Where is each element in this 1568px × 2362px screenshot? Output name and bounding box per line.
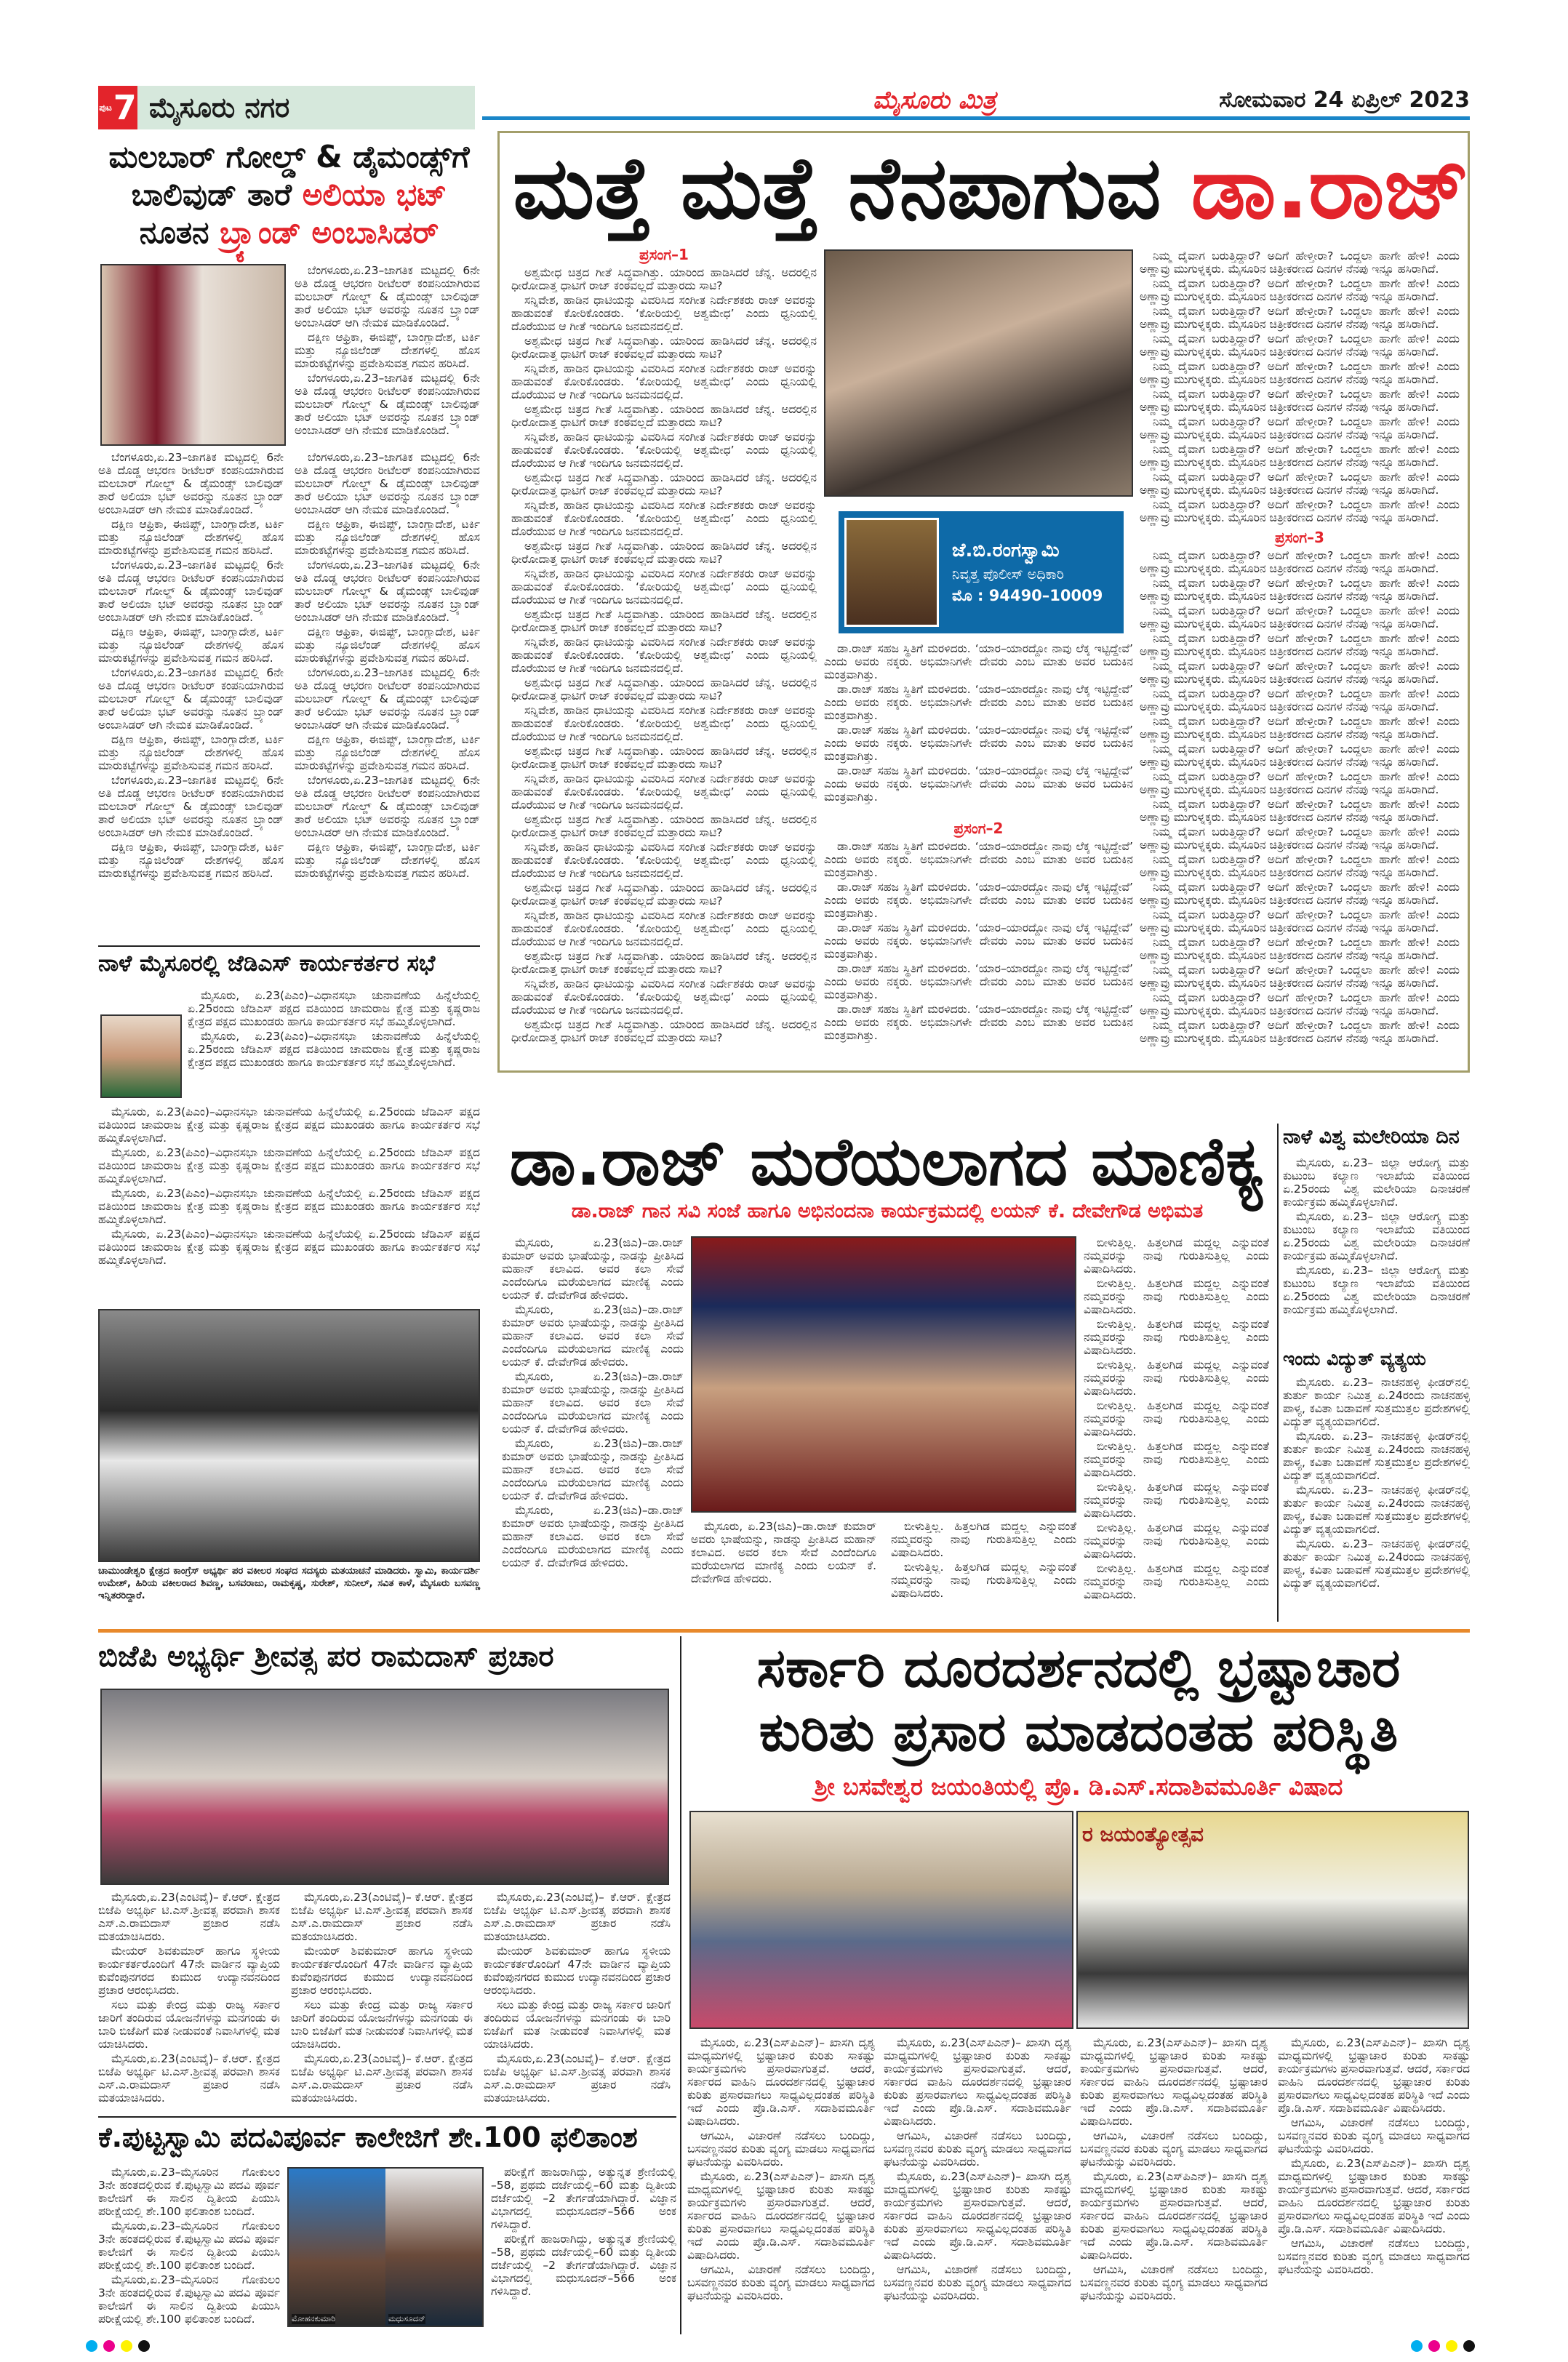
manikya-body-c	[891, 1520, 1076, 1618]
paragraph: ಮೇಯರ್ ಶಿವಕುಮಾರ್ ಹಾಗೂ ಸ್ಥಳೀಯ ಕಾರ್ಯಕರ್ತರೊಂದಿಗೆ 47ನೇ ವಾರ್ಡಿನ ವ್ಯಾಪ್ತಿಯ ಕುವೆಂಪುನಗರದ ಕುಮುದ ಉದ್ಯಾನವನದಿಂದ ಪ್ರಚಾರ ಆರಂಭಿಸಿದರು.	[484, 1945, 671, 1997]
paragraph: ಬೀಳುತ್ತಿಲ್ಲ. ಹಿತ್ತಲಗಿಡ ಮದ್ದಲ್ಲ ಎನ್ನುವಂತೆ ನಮ್ಮವರನ್ನು ನಾವು ಗುರುತಿಸುತ್ತಿಲ್ಲ ಎಂದು ವಿಷಾದಿಸಿದರು.	[1084, 1277, 1269, 1316]
issue-date: ಸೋಮವಾರ 24 ಏಪ್ರಿಲ್ 2023	[1219, 87, 1470, 113]
paragraph: ಮೇಯರ್ ಶಿವಕುಮಾರ್ ಹಾಗೂ ಸ್ಥಳೀಯ ಕಾರ್ಯಕರ್ತರೊಂದಿಗೆ 47ನೇ ವಾರ್ಡಿನ ವ್ಯಾಪ್ತಿಯ ಕುವೆಂಪುನಗರದ ಕುಮುದ ಉದ್ಯಾನವನದಿಂದ ಪ್ರಚಾರ ಆರಂಭಿಸಿದರು.	[291, 1945, 473, 1997]
page-number: 7	[113, 88, 137, 127]
paragraph: ಡಾ.ರಾಜ್ ಸಹಜ ಸ್ಥಿತಿಗೆ ಮರಳಿದರು. ‘ಯಾರ–ಯಾರದ್ದೋ ನಾವು ಲೆಕ್ಕ ಇಟ್ಟಿದ್ದೇವೆ’ ಎಂದು ಅವರು ನಕ್ಕರು. ಅಭಿಮಾನಿಗಳೇ ದೇವರು ಎಂಬ ಮಾತು ಅವರ ಬದುಕಿನ ಮಂತ್ರವಾಗಿತ್ತು.	[824, 881, 1133, 920]
paragraph: ಬೆಂಗಳೂರು,ಏ.23–ಜಾಗತಿಕ ಮಟ್ಟದಲ್ಲಿ 6ನೇ ಅತಿ ದೊಡ್ಡ ಆಭರಣ ರೀಟೆಲರ್ ಕಂಪನಿಯಾಗಿರುವ ಮಲಬಾರ್ ಗೋಲ್ಡ್ & ಡೈಮಂಡ್ಸ್ ಬಾಲಿವುಡ್ ತಾರೆ ಅಲಿಯಾ ಭಟ್ ಅವರನ್ನು ನೂತನ ಬ್ರ್ಯಾಂಡ್ ಅಂಬಾಸಿಡರ್ ಆಗಿ ನೇಮಕ ಮಾಡಿಕೊಂಡಿದೆ.	[295, 774, 480, 839]
manikya-headline: ಡಾ.ರಾಜ್ ಮರೆಯಲಾಗದ ಮಾಣಿಕ್ಯ	[509, 1123, 1265, 1201]
paragraph: ಬೆಂಗಳೂರು,ಏ.23–ಜಾಗತಿಕ ಮಟ್ಟದಲ್ಲಿ 6ನೇ ಅತಿ ದೊಡ್ಡ ಆಭರಣ ರೀಟೆಲರ್ ಕಂಪನಿಯಾಗಿರುವ ಮಲಬಾರ್ ಗೋಲ್ಡ್ & ಡೈಮಂಡ್ಸ್ ಬಾಲಿವುಡ್ ತಾರೆ ಅಲಿಯಾ ಭಟ್ ಅವರನ್ನು ನೂತನ ಬ್ರ್ಯಾಂಡ್ ಅಂಬಾಸಿಡರ್ ಆಗಿ ನೇಮಕ ಮಾಡಿಕೊಂಡಿದೆ.	[295, 372, 480, 437]
paragraph: ಡಾ.ರಾಜ್ ಸಹಜ ಸ್ಥಿತಿಗೆ ಮರಳಿದರು. ‘ಯಾರ–ಯಾರದ್ದೋ ನಾವು ಲೆಕ್ಕ ಇಟ್ಟಿದ್ದೇವೆ’ ಎಂದು ಅವರು ನಕ್ಕರು. ಅಭಿಮಾನಿಗಳೇ ದೇವರು ಎಂಬ ಮಾತು ಅವರ ಬದುಕಿನ ಮಂತ್ರವಾಗಿತ್ತು.	[824, 642, 1133, 681]
lead-column-1	[511, 266, 817, 1062]
paragraph: ದಕ್ಷಿಣ ಆಫ್ರಿಕಾ, ಈಜಿಪ್ಟ್, ಬಾಂಗ್ಲಾದೇಶ, ಟರ್ಕಿ ಮತ್ತು ನ್ಯೂಜಿಲೆಂಡ್ ದೇಶಗಳಲ್ಲಿ ಹೊಸ ಮಾರುಕಟ್ಟೆಗಳನ್ನು ಪ್ರವೇಶಿಸುವತ್ತ ಗಮನ ಹರಿಸಿದೆ.	[98, 841, 284, 880]
paragraph: ನಿಮ್ಮ ದೈವಾಗ ಬರುತ್ತಿದ್ದಾರೆ? ಅದಿಗೆ ಹೇಳ್ತೀರಾ? ಒಂದ್ದಲಾ ಹಾಗೇ ಹೇಳಿ! ಎಂದು ಅಣ್ಣಾವ್ರು ಮುಗುಳ್ನಕ್ಕರು. ಮೈಸೂರಿನ ಚಿತ್ರೀಕರಣದ ದಿನಗಳ ನೆನಪು ಇನ್ನೂ ಹಸಿರಾಗಿದೆ.	[1140, 632, 1460, 658]
bjp-headline: ಬಿಜೆಪಿ ಅಭ್ಯರ್ಥಿ ಶ್ರೀವತ್ಸ ಪರ ರಾಮದಾಸ್ ಪ್ರಚಾರ	[98, 1640, 554, 1673]
jds-headline: ನಾಳೆ ಮೈಸೂರಲ್ಲಿ ಜೆಡಿಎಸ್ ಕಾರ್ಯಕರ್ತರ ಸಭೆ	[98, 950, 436, 977]
paragraph: ಪರೀಕ್ಷೆಗೆ ಹಾಜರಾಗಿದ್ದು, ಅತ್ಯುನ್ನತ ಶ್ರೇಣಿಯಲ್ಲಿ –58, ಪ್ರಥಮ ದರ್ಜೆಯಲ್ಲಿ–60 ಮತ್ತು ದ್ವಿತೀಯ ದರ್ಜೆಯಲ್ಲಿ –2 ತೇರ್ಗಡೆಯಾಗಿದ್ದಾರೆ. ವಿಜ್ಞಾನ ವಿಭಾಗದಲ್ಲಿ ಮಧುಸೂದನ್–566 ಅಂಕ ಗಳಿಸಿದ್ದಾರೆ.	[491, 2233, 676, 2298]
paragraph: ಆಗಮಿಸಿ, ವಿಚಾರಣೆ ನಡೆಸಲು ಬಂದಿದ್ದು, ಬಸವಣ್ಣನವರ ಕುರಿತು ವ್ಯಂಗ್ಯ ಮಾಡಲು ಸಾಧ್ಯವಾಗದ ಘಟನೆಯನ್ನು ವಿವರಿಸಿದರು.	[884, 2263, 1071, 2302]
paragraph: ಡಾ.ರಾಜ್ ಸಹಜ ಸ್ಥಿತಿಗೆ ಮರಳಿದರು. ‘ಯಾರ–ಯಾರದ್ದೋ ನಾವು ಲೆಕ್ಕ ಇಟ್ಟಿದ್ದೇವೆ’ ಎಂದು ಅವರು ನಕ್ಕರು. ಅಭಿಮಾನಿಗಳೇ ದೇವರು ಎಂಬ ಮಾತು ಅವರ ಬದುಕಿನ ಮಂತ್ರವಾಗಿತ್ತು.	[824, 921, 1133, 961]
jds-body-b	[98, 1105, 480, 1302]
paragraph: ಮೈಸೂರು, ಏ.23(ಎಸ್‌ಪಿಎನ್)– ಖಾಸಗಿ ದೃಶ್ಯ ಮಾಧ್ಯಮಗಳಲ್ಲಿ ಭ್ರಷ್ಟಾಚಾರ ಕುರಿತು ಸಾಕಷ್ಟು ಕಾರ್ಯಕ್ರಮಗಳು ಪ್ರಸಾರವಾಗುತ್ತವೆ. ಆದರೆ, ಸರ್ಕಾರದ ವಾಹಿನಿ ದೂರದರ್ಶನದಲ್ಲಿ ಭ್ರಷ್ಟಾಚಾರ ಕುರಿತು ಪ್ರಸಾರವಾಗಲು ಸಾಧ್ಯವಿಲ್ಲದಂತಹ ಪರಿಸ್ಥಿತಿ ಇದೆ ಎಂದು ಪ್ರೊ.ಡಿ.ಎಸ್. ಸದಾಶಿವಮೂರ್ತಿ ವಿಷಾದಿಸಿದರು.	[1278, 2036, 1470, 2115]
lead-column-2b	[824, 840, 1133, 1058]
paragraph: ಮೈಸೂರು, ಏ.23– ಜಿಲ್ಲಾ ಆರೋಗ್ಯ ಮತ್ತು ಕುಟುಂಬ ಕಲ್ಯಾಣ ಇಲಾಖೆಯ ವತಿಯಿಂದ ಏ.25ರಂದು ವಿಶ್ವ ಮಲೇರಿಯಾ ದಿನಾಚರಣೆ ಕಾರ್ಯಕ್ರಮ ಹಮ್ಮಿಕೊಳ್ಳಲಾಗಿದೆ.	[1283, 1264, 1470, 1316]
paragraph: ಆಗಮಿಸಿ, ವಿಚಾರಣೆ ನಡೆಸಲು ಬಂದಿದ್ದು, ಬಸವಣ್ಣನವರ ಕುರಿತು ವ್ಯಂಗ್ಯ ಮಾಡಲು ಸಾಧ್ಯವಾಗದ ಘಟನೆಯನ್ನು ವಿವರಿಸಿದರು.	[1278, 2116, 1470, 2155]
paragraph: ನಿಮ್ಮ ದೈವಾಗ ಬರುತ್ತಿದ್ದಾರೆ? ಅದಿಗೆ ಹೇಳ್ತೀರಾ? ಒಂದ್ದಲಾ ಹಾಗೇ ಹೇಳಿ! ಎಂದು ಅಣ್ಣಾವ್ರು ಮುಗುಳ್ನಕ್ಕರು. ಮೈಸೂರಿನ ಚಿತ್ರೀಕರಣದ ದಿನಗಳ ನೆನಪು ಇನ್ನೂ ಹಸಿರಾಗಿದೆ.	[1140, 498, 1460, 524]
paragraph: ಬೀಳುತ್ತಿಲ್ಲ. ಹಿತ್ತಲಗಿಡ ಮದ್ದಲ್ಲ ಎನ್ನುವಂತೆ ನಮ್ಮವರನ್ನು ನಾವು ಗುರುತಿಸುತ್ತಿಲ್ಲ ಎಂದು ವಿಷಾದಿಸಿದರು.	[891, 1520, 1076, 1559]
paragraph: ಸನ್ನಿವೇಶ, ಹಾಡಿನ ಧಾಟಿಯನ್ನು ವಿವರಿಸಿದ ಸಂಗೀತ ನಿರ್ದೇಶಕರು ರಾಜ್ ಅವರನ್ನು ಹಾಡುವಂತೆ ಕೋರಿಕೊಂಡರು. ‘ಕೋರಿಯಲ್ಲಿ ಅಶ್ವಮೇಧ’ ಎಂದು ಧ್ವನಿಯಲ್ಲಿ ದೊರೆಯುವ ಆ ಗೀತೆ ಇಂದಿಗೂ ಜನಮನದಲ್ಲಿದೆ.	[511, 499, 817, 538]
lead-headline-black: ಮತ್ತೆ ಮತ್ತೆ ನೆನಪಾಗುವ	[513, 137, 1161, 238]
malabar-headline-role: ಬ್ರ್ಯಾಂಡ್ ಅಂಬಾಸಿಡರ್	[220, 215, 439, 250]
paragraph: ಮೈಸೂರು,ಏ.23–ಮೈಸೂರಿನ ಗೋಕುಲಂ 3ನೇ ಹಂತದಲ್ಲಿರುವ ಕೆ.ಪುಟ್ಟಸ್ವಾಮಿ ಪದವಿ ಪೂರ್ವ ಕಾಲೇಜಿಗೆ ಈ ಸಾಲಿನ ದ್ವಿತೀಯ ಪಿಯುಸಿ ಪರೀಕ್ಷೆಯಲ್ಲಿ ಶೇ.100 ಫಲಿತಾಂಶ ಬಂದಿದೆ.	[98, 2219, 280, 2272]
paragraph: ಬೀಳುತ್ತಿಲ್ಲ. ಹಿತ್ತಲಗಿಡ ಮದ್ದಲ್ಲ ಎನ್ನುವಂತೆ ನಮ್ಮವರನ್ನು ನಾವು ಗುರುತಿಸುತ್ತಿಲ್ಲ ಎಂದು ವಿಷಾದಿಸಿದರು.	[1084, 1236, 1269, 1276]
paragraph: ಮೈಸೂರು,ಏ.23–ಮೈಸೂರಿನ ಗೋಕುಲಂ 3ನೇ ಹಂತದಲ್ಲಿರುವ ಕೆ.ಪುಟ್ಟಸ್ವಾಮಿ ಪದವಿ ಪೂರ್ವ ಕಾಲೇಜಿಗೆ ಈ ಸಾಲಿನ ದ್ವಿತೀಯ ಪಿಯುಸಿ ಪರೀಕ್ಷೆಯಲ್ಲಿ ಶೇ.100 ಫಲಿತಾಂಶ ಬಂದಿದೆ.	[98, 2273, 280, 2326]
paragraph: ನಿಮ್ಮ ದೈವಾಗ ಬರುತ್ತಿದ್ದಾರೆ? ಅದಿಗೆ ಹೇಳ್ತೀರಾ? ಒಂದ್ದಲಾ ಹಾಗೇ ಹೇಳಿ! ಎಂದು ಅಣ್ಣಾವ್ರು ಮುಗುಳ್ನಕ್ಕರು. ಮೈಸೂರಿನ ಚಿತ್ರೀಕರಣದ ದಿನಗಳ ನೆನಪು ಇನ್ನೂ ಹಸಿರಾಗಿದೆ.	[1140, 577, 1460, 603]
lead-column-2a	[824, 642, 1133, 817]
paragraph: ಅಶ್ವಮೇಧ ಚಿತ್ರದ ಗೀತೆ ಸಿದ್ಧವಾಗಿತ್ತು. ಯಾರಿಂದ ಹಾಡಿಸಿದರೆ ಚೆನ್ನ. ಅದರಲ್ಲಿನ ಧೀರೋದಾತ್ತ ಧಾಟಿಗೆ ರಾಜ್ ಕಂಠವಲ್ಲದೆ ಮತ್ತಾರದು ಸಾಟಿ?	[511, 881, 817, 908]
paragraph: ಸಲು ಮತ್ತು ಕೇಂದ್ರ ಮತ್ತು ರಾಜ್ಯ ಸರ್ಕಾರ ಜಾರಿಗೆ ತಂದಿರುವ ಯೋಜನೆಗಳನ್ನು ಮನಗಂಡು ಈ ಬಾರಿ ಬಿಜೆಪಿಗೆ ಮತ ನೀಡುವಂತೆ ನಿವಾಸಿಗಳಲ್ಲಿ ಮತ ಯಾಚಿಸಿದರು.	[484, 1998, 671, 2051]
paragraph: ಮೈಸೂರು, ಏ.23(ಪಿಎಂ)–ವಿಧಾನಸಭಾ ಚುನಾವಣೆಯ ಹಿನ್ನೆಲೆಯಲ್ಲಿ ಏ.25ರಂದು ಜೆಡಿಎಸ್ ಪಕ್ಷದ ವತಿಯಿಂದ ಚಾಮರಾಜ ಕ್ಷೇತ್ರ ಮತ್ತು ಕೃಷ್ಣರಾಜ ಕ್ಷೇತ್ರದ ಪಕ್ಷದ ಮುಖಂಡರು ಹಾಗೂ ಕಾರ್ಯಕರ್ತರ ಸಭೆ ಹಮ್ಮಿಕೊಳ್ಳಲಾಗಿದೆ.	[98, 1105, 480, 1145]
paragraph: ನಿಮ್ಮ ದೈವಾಗ ಬರುತ್ತಿದ್ದಾರೆ? ಅದಿಗೆ ಹೇಳ್ತೀರಾ? ಒಂದ್ದಲಾ ಹಾಗೇ ಹೇಳಿ! ಎಂದು ಅಣ್ಣಾವ್ರು ಮುಗುಳ್ನಕ್ಕರು. ಮೈಸೂರಿನ ಚಿತ್ರೀಕರಣದ ದಿನಗಳ ನೆನಪು ಇನ್ನೂ ಹಸಿರಾಗಿದೆ.	[1140, 443, 1460, 469]
jds-leader-photo	[100, 1014, 182, 1098]
manikya-subhead: ಡಾ.ರಾಜ್ ಗಾನ ಸವಿ ಸಂಜೆ ಹಾಗೂ ಅಭಿನಂದನಾ ಕಾರ್ಯಕ್ರಮದಲ್ಲಿ ಲಯನ್ ಕೆ. ದೇವೇಗೌಡ ಅಭಿಮತ	[571, 1200, 1204, 1222]
paragraph: ನಿಮ್ಮ ದೈವಾಗ ಬರುತ್ತಿದ್ದಾರೆ? ಅದಿಗೆ ಹೇಳ್ತೀರಾ? ಒಂದ್ದಲಾ ಹಾಗೇ ಹೇಳಿ! ಎಂದು ಅಣ್ಣಾವ್ರು ಮುಗುಳ್ನಕ್ಕರು. ಮೈಸೂರಿನ ಚಿತ್ರೀಕರಣದ ದಿನಗಳ ನೆನಪು ಇನ್ನೂ ಹಸಿರಾಗಿದೆ.	[1140, 415, 1460, 441]
paragraph: ಮೈಸೂರು, ಏ.23(ಎಸ್‌ಪಿಎನ್)– ಖಾಸಗಿ ದೃಶ್ಯ ಮಾಧ್ಯಮಗಳಲ್ಲಿ ಭ್ರಷ್ಟಾಚಾರ ಕುರಿತು ಸಾಕಷ್ಟು ಕಾರ್ಯಕ್ರಮಗಳು ಪ್ರಸಾರವಾಗುತ್ತವೆ. ಆದರೆ, ಸರ್ಕಾರದ ವಾಹಿನಿ ದೂರದರ್ಶನದಲ್ಲಿ ಭ್ರಷ್ಟಾಚಾರ ಕುರಿತು ಪ್ರಸಾರವಾಗಲು ಸಾಧ್ಯವಿಲ್ಲದಂತಹ ಪರಿಸ್ಥಿತಿ ಇದೆ ಎಂದು ಪ್ರೊ.ಡಿ.ಎಸ್. ಸದಾಶಿವಮೂರ್ತಿ ವಿಷಾದಿಸಿದರು.	[687, 2036, 875, 2128]
paragraph: ಸನ್ನಿವೇಶ, ಹಾಡಿನ ಧಾಟಿಯನ್ನು ವಿವರಿಸಿದ ಸಂಗೀತ ನಿರ್ದೇಶಕರು ರಾಜ್ ಅವರನ್ನು ಹಾಡುವಂತೆ ಕೋರಿಕೊಂಡರು. ‘ಕೋರಿಯಲ್ಲಿ ಅಶ್ವಮೇಧ’ ಎಂದು ಧ್ವನಿಯಲ್ಲಿ ದೊರೆಯುವ ಆ ಗೀತೆ ಇಂದಿಗೂ ಜನಮನದಲ್ಲಿದೆ.	[511, 567, 817, 606]
paragraph: ಮೈಸೂರು, ಏ.23(ಜಿಎ)–ಡಾ.ರಾಜ್ ಕುಮಾರ್ ಅವರು ಭಾಷೆಯನ್ನು, ನಾಡನ್ನು ಪ್ರೀತಿಸಿದ ಮಹಾನ್ ಕಲಾವಿದ. ಅವರ ಕಲಾ ಸೇವೆ ಎಂದೆಂದಿಗೂ ಮರೆಯಲಾಗದ ಮಾಣಿಕ್ಯ ಎಂದು ಲಯನ್ ಕೆ. ದೇವೇಗೌಡ ಹೇಳಿದರು.	[502, 1437, 684, 1502]
rajkumar-photo	[824, 249, 1133, 497]
paragraph: ದಕ್ಷಿಣ ಆಫ್ರಿಕಾ, ಈಜಿಪ್ಟ್, ಬಾಂಗ್ಲಾದೇಶ, ಟರ್ಕಿ ಮತ್ತು ನ್ಯೂಜಿಲೆಂಡ್ ದೇಶಗಳಲ್ಲಿ ಹೊಸ ಮಾರುಕಟ್ಟೆಗಳನ್ನು ಪ್ರವೇಶಿಸುವತ್ತ ಗಮನ ಹರಿಸಿದೆ.	[295, 625, 480, 665]
lawyers-photo-caption: ಚಾಮುಂಡೇಶ್ವರಿ ಕ್ಷೇತ್ರದ ಕಾಂಗ್ರೆಸ್ ಅಭ್ಯರ್ಥಿ ಪರ ವಕೀಲರ ಸಂಘದ ಸದಸ್ಯರು ಮತಯಾಚನೆ ಮಾಡಿದರು. ಸ್ವಾಮಿ, ಕಾರ್ಯದರ್ಶಿ ಉಮೇಶ್, ಹಿರಿಯ ವಕೀಲರಾದ ಶಿವಣ್ಣ, ಬಸವರಾಜು, ರಾಮಕೃಷ್ಣ, ಸುರೇಶ್, ಸುನೀಲ್, ಸವಿತ ಕಾಳೆ, ಮೈಸೂರು ಬಸವಣ್ಣ ಇನ್ನಿತರರಿದ್ದಾರೆ.	[98, 1566, 480, 1601]
paragraph: ಮೈಸೂರು,ಏ.23(ಎಂಟಿವೈ)– ಕೆ.ಆರ್. ಕ್ಷೇತ್ರದ ಬಿಜೆಪಿ ಅಭ್ಯರ್ಥಿ ಟಿ.ಎಸ್.ಶ್ರೀವತ್ಸ ಪರವಾಗಿ ಶಾಸಕ ಎಸ್.ಎ.ರಾಮದಾಸ್ ಪ್ರಚಾರ ನಡೆಸಿ ಮತಯಾಚಿಸಿದರು.	[291, 2052, 473, 2105]
malabar-body-c	[295, 451, 480, 938]
paragraph: ದಕ್ಷಿಣ ಆಫ್ರಿಕಾ, ಈಜಿಪ್ಟ್, ಬಾಂಗ್ಲಾದೇಶ, ಟರ್ಕಿ ಮತ್ತು ನ್ಯೂಜಿಲೆಂಡ್ ದೇಶಗಳಲ್ಲಿ ಹೊಸ ಮಾರುಕಟ್ಟೆಗಳನ್ನು ಪ್ರವೇಶಿಸುವತ್ತ ಗಮನ ಹರಿಸಿದೆ.	[295, 518, 480, 557]
paragraph: ಮೈಸೂರು, ಏ.23(ಜಿಎ)–ಡಾ.ರಾಜ್ ಕುಮಾರ್ ಅವರು ಭಾಷೆಯನ್ನು, ನಾಡನ್ನು ಪ್ರೀತಿಸಿದ ಮಹಾನ್ ಕಲಾವಿದ. ಅವರ ಕಲಾ ಸೇವೆ ಎಂದೆಂದಿಗೂ ಮರೆಯಲಾಗದ ಮಾಣಿಕ್ಯ ಎಂದು ಲಯನ್ ಕೆ. ದೇವೇಗೌಡ ಹೇಳಿದರು.	[502, 1236, 684, 1302]
paragraph: ಮೈಸೂರು, ಏ.23(ಪಿಎಂ)–ವಿಧಾನಸಭಾ ಚುನಾವಣೆಯ ಹಿನ್ನೆಲೆಯಲ್ಲಿ ಏ.25ರಂದು ಜೆಡಿಎಸ್ ಪಕ್ಷದ ವತಿಯಿಂದ ಚಾಮರಾಜ ಕ್ಷೇತ್ರ ಮತ್ತು ಕೃಷ್ಣರಾಜ ಕ್ಷೇತ್ರದ ಪಕ್ಷದ ಮುಖಂಡರು ಹಾಗೂ ಕಾರ್ಯಕರ್ತರ ಸಭೆ ಹಮ್ಮಿಕೊಳ್ಳಲಾಗಿದೆ.	[188, 989, 480, 1028]
paragraph: ಮೈಸೂರು, ಏ.23(ಪಿಎಂ)–ವಿಧಾನಸಭಾ ಚುನಾವಣೆಯ ಹಿನ್ನೆಲೆಯಲ್ಲಿ ಏ.25ರಂದು ಜೆಡಿಎಸ್ ಪಕ್ಷದ ವತಿಯಿಂದ ಚಾಮರಾಜ ಕ್ಷೇತ್ರ ಮತ್ತು ಕೃಷ್ಣರಾಜ ಕ್ಷೇತ್ರದ ಪಕ್ಷದ ಮುಖಂಡರು ಹಾಗೂ ಕಾರ್ಯಕರ್ತರ ಸಭೆ ಹಮ್ಮಿಕೊಳ್ಳಲಾಗಿದೆ.	[98, 1228, 480, 1267]
student-1-name: ಮೋಹನಕುಮಾರಿ	[292, 2314, 336, 2323]
puttaswamy-headline: ಕೆ.ಪುಟ್ಟಸ್ವಾಮಿ ಪದವಿಪೂರ್ವ ಕಾಲೇಜಿಗೆ ಶೇ.100 ಫಲಿತಾಂಶ	[98, 2121, 638, 2153]
paragraph: ಅಶ್ವಮೇಧ ಚಿತ್ರದ ಗೀತೆ ಸಿದ್ಧವಾಗಿತ್ತು. ಯಾರಿಂದ ಹಾಡಿಸಿದರೆ ಚೆನ್ನ. ಅದರಲ್ಲಿನ ಧೀರೋದಾತ್ತ ಧಾಟಿಗೆ ರಾಜ್ ಕಂಠವಲ್ಲದೆ ಮತ್ತಾರದು ಸಾಟಿ?	[511, 608, 817, 634]
manikya-body-d	[1084, 1236, 1269, 1618]
paragraph: ಮೈಸೂರು, ಏ.23(ಪಿಎಂ)–ವಿಧಾನಸಭಾ ಚುನಾವಣೆಯ ಹಿನ್ನೆಲೆಯಲ್ಲಿ ಏ.25ರಂದು ಜೆಡಿಎಸ್ ಪಕ್ಷದ ವತಿಯಿಂದ ಚಾಮರಾಜ ಕ್ಷೇತ್ರ ಮತ್ತು ಕೃಷ್ಣರಾಜ ಕ್ಷೇತ್ರದ ಪಕ್ಷದ ಮುಖಂಡರು ಹಾಗೂ ಕಾರ್ಯಕರ್ತರ ಸಭೆ ಹಮ್ಮಿಕೊಳ್ಳಲಾಗಿದೆ.	[98, 1146, 480, 1185]
paragraph: ಆಗಮಿಸಿ, ವಿಚಾರಣೆ ನಡೆಸಲು ಬಂದಿದ್ದು, ಬಸವಣ್ಣನವರ ಕುರಿತು ವ್ಯಂಗ್ಯ ಮಾಡಲು ಸಾಧ್ಯವಾಗದ ಘಟನೆಯನ್ನು ವಿವರಿಸಿದರು.	[1278, 2237, 1470, 2276]
paragraph: ಮೈಸೂರು, ಏ.23(ಎಸ್‌ಪಿಎನ್)– ಖಾಸಗಿ ದೃಶ್ಯ ಮಾಧ್ಯಮಗಳಲ್ಲಿ ಭ್ರಷ್ಟಾಚಾರ ಕುರಿತು ಸಾಕಷ್ಟು ಕಾರ್ಯಕ್ರಮಗಳು ಪ್ರಸಾರವಾಗುತ್ತವೆ. ಆದರೆ, ಸರ್ಕಾರದ ವಾಹಿನಿ ದೂರದರ್ಶನದಲ್ಲಿ ಭ್ರಷ್ಟಾಚಾರ ಕುರಿತು ಪ್ರಸಾರವಾಗಲು ಸಾಧ್ಯವಿಲ್ಲದಂತಹ ಪರಿಸ್ಥಿತಿ ಇದೆ ಎಂದು ಪ್ರೊ.ಡಿ.ಎಸ್. ಸದಾಶಿವಮೂರ್ತಿ ವಿಷಾದಿಸಿದರು.	[1080, 2170, 1268, 2262]
divider	[98, 945, 480, 947]
paragraph: ಬೀಳುತ್ತಿಲ್ಲ. ಹಿತ್ತಲಗಿಡ ಮದ್ದಲ್ಲ ಎನ್ನುವಂತೆ ನಮ್ಮವರನ್ನು ನಾವು ಗುರುತಿಸುತ್ತಿಲ್ಲ ಎಂದು ವಿಷಾದಿಸಿದರು.	[1084, 1521, 1269, 1561]
paragraph: ಸನ್ನಿವೇಶ, ಹಾಡಿನ ಧಾಟಿಯನ್ನು ವಿವರಿಸಿದ ಸಂಗೀತ ನಿರ್ದೇಶಕರು ರಾಜ್ ಅವರನ್ನು ಹಾಡುವಂತೆ ಕೋರಿಕೊಂಡರು. ‘ಕೋರಿಯಲ್ಲಿ ಅಶ್ವಮೇಧ’ ಎಂದು ಧ್ವನಿಯಲ್ಲಿ ದೊರೆಯುವ ಆ ಗೀತೆ ಇಂದಿಗೂ ಜನಮನದಲ್ಲಿದೆ.	[511, 636, 817, 675]
doordarshan-body-a	[687, 2036, 875, 2331]
paragraph: ನಿಮ್ಮ ದೈವಾಗ ಬರುತ್ತಿದ್ದಾರೆ? ಅದಿಗೆ ಹೇಳ್ತೀರಾ? ಒಂದ್ದಲಾ ಹಾಗೇ ಹೇಳಿ! ಎಂದು ಅಣ್ಣಾವ್ರು ಮುಗುಳ್ನಕ್ಕರು. ಮೈಸೂರಿನ ಚಿತ್ರೀಕರಣದ ದಿನಗಳ ನೆನಪು ಇನ್ನೂ ಹಸಿರಾಗಿದೆ.	[1140, 332, 1460, 359]
section-title: ಮೈಸೂರು ನಗರ	[149, 91, 290, 124]
paragraph: ಸನ್ನಿವೇಶ, ಹಾಡಿನ ಧಾಟಿಯನ್ನು ವಿವರಿಸಿದ ಸಂಗೀತ ನಿರ್ದೇಶಕರು ರಾಜ್ ಅವರನ್ನು ಹಾಡುವಂತೆ ಕೋರಿಕೊಂಡರು. ‘ಕೋರಿಯಲ್ಲಿ ಅಶ್ವಮೇಧ’ ಎಂದು ಧ್ವನಿಯಲ್ಲಿ ದೊರೆಯುವ ಆ ಗೀತೆ ಇಂದಿಗೂ ಜನಮನದಲ್ಲಿದೆ.	[511, 772, 817, 812]
paragraph: ನಿಮ್ಮ ದೈವಾಗ ಬರುತ್ತಿದ್ದಾರೆ? ಅದಿಗೆ ಹೇಳ್ತೀರಾ? ಒಂದ್ದಲಾ ಹಾಗೇ ಹೇಳಿ! ಎಂದು ಅಣ್ಣಾವ್ರು ಮುಗುಳ್ನಕ್ಕರು. ಮೈಸೂರಿನ ಚಿತ್ರೀಕರಣದ ದಿನಗಳ ನೆನಪು ಇನ್ನೂ ಹಸಿರಾಗಿದೆ.	[1140, 249, 1460, 276]
alia-bhatt-photo	[100, 264, 286, 446]
registration-marks-right	[1411, 2340, 1481, 2355]
lawyers-group-photo	[98, 1309, 480, 1562]
paragraph: ಬೀಳುತ್ತಿಲ್ಲ. ಹಿತ್ತಲಗಿಡ ಮದ್ದಲ್ಲ ಎನ್ನುವಂತೆ ನಮ್ಮವರನ್ನು ನಾವು ಗುರುತಿಸುತ್ತಿಲ್ಲ ಎಂದು ವಿಷಾದಿಸಿದರು.	[1084, 1440, 1269, 1479]
paragraph: ಮೈಸೂರು, ಏ.23(ಜಿಎ)–ಡಾ.ರಾಜ್ ಕುಮಾರ್ ಅವರು ಭಾಷೆಯನ್ನು, ನಾಡನ್ನು ಪ್ರೀತಿಸಿದ ಮಹಾನ್ ಕಲಾವಿದ. ಅವರ ಕಲಾ ಸೇವೆ ಎಂದೆಂದಿಗೂ ಮರೆಯಲಾಗದ ಮಾಣಿಕ್ಯ ಎಂದು ಲಯನ್ ಕೆ. ದೇವೇಗೌಡ ಹೇಳಿದರು.	[502, 1370, 684, 1436]
paragraph: ಮೈಸೂರು, ಏ.23(ಎಸ್‌ಪಿಎನ್)– ಖಾಸಗಿ ದೃಶ್ಯ ಮಾಧ್ಯಮಗಳಲ್ಲಿ ಭ್ರಷ್ಟಾಚಾರ ಕುರಿತು ಸಾಕಷ್ಟು ಕಾರ್ಯಕ್ರಮಗಳು ಪ್ರಸಾರವಾಗುತ್ತವೆ. ಆದರೆ, ಸರ್ಕಾರದ ವಾಹಿನಿ ದೂರದರ್ಶನದಲ್ಲಿ ಭ್ರಷ್ಟಾಚಾರ ಕುರಿತು ಪ್ರಸಾರವಾಗಲು ಸಾಧ್ಯವಿಲ್ಲದಂತಹ ಪರಿಸ್ಥಿತಿ ಇದೆ ಎಂದು ಪ್ರೊ.ಡಿ.ಎಸ್. ಸದಾಶಿವಮೂರ್ತಿ ವಿಷಾದಿಸಿದರು.	[884, 2170, 1071, 2262]
malaria-body	[1283, 1156, 1470, 1342]
author-name: ಜೆ.ಬಿ.ರಂಗಸ್ವಾಮಿ	[952, 540, 1060, 561]
lead-story	[497, 131, 1470, 1073]
paragraph: ಡಾ.ರಾಜ್ ಸಹಜ ಸ್ಥಿತಿಗೆ ಮರಳಿದರು. ‘ಯಾರ–ಯಾರದ್ದೋ ನಾವು ಲೆಕ್ಕ ಇಟ್ಟಿದ್ದೇವೆ’ ಎಂದು ಅವರು ನಕ್ಕರು. ಅಭಿಮಾನಿಗಳೇ ದೇವರು ಎಂಬ ಮಾತು ಅವರ ಬದುಕಿನ ಮಂತ್ರವಾಗಿತ್ತು.	[824, 724, 1133, 763]
paragraph: ಅಶ್ವಮೇಧ ಚಿತ್ರದ ಗೀತೆ ಸಿದ್ಧವಾಗಿತ್ತು. ಯಾರಿಂದ ಹಾಡಿಸಿದರೆ ಚೆನ್ನ. ಅದರಲ್ಲಿನ ಧೀರೋದಾತ್ತ ಧಾಟಿಗೆ ರಾಜ್ ಕಂಠವಲ್ಲದೆ ಮತ್ತಾರದು ಸಾಟಿ?	[511, 266, 817, 292]
power-cut-headline: ಇಂದು ವಿದ್ಯುತ್ ವ್ಯತ್ಯಯ	[1283, 1348, 1426, 1369]
paragraph: ಅಶ್ವಮೇಧ ಚಿತ್ರದ ಗೀತೆ ಸಿದ್ಧವಾಗಿತ್ತು. ಯಾರಿಂದ ಹಾಡಿಸಿದರೆ ಚೆನ್ನ. ಅದರಲ್ಲಿನ ಧೀರೋದಾತ್ತ ಧಾಟಿಗೆ ರಾಜ್ ಕಂಠವಲ್ಲದೆ ಮತ್ತಾರದು ಸಾಟಿ?	[511, 950, 817, 976]
paragraph: ನಿಮ್ಮ ದೈವಾಗ ಬರುತ್ತಿದ್ದಾರೆ? ಅದಿಗೆ ಹೇಳ್ತೀರಾ? ಒಂದ್ದಲಾ ಹಾಗೇ ಹೇಳಿ! ಎಂದು ಅಣ್ಣಾವ್ರು ಮುಗುಳ್ನಕ್ಕರು. ಮೈಸೂರಿನ ಚಿತ್ರೀಕರಣದ ದಿನಗಳ ನೆನಪು ಇನ್ನೂ ಹಸಿರಾಗಿದೆ.	[1140, 991, 1460, 1017]
event-banner: ರ ಜಯಂತ್ಯೋತ್ಸವ	[1082, 1822, 1204, 1846]
students-photos	[287, 2167, 484, 2327]
malabar-headline-line-1: ಮಲಬಾರ್ ಗೋಲ್ಡ್ & ಡೈಮಂಡ್ಸ್‌ಗೆ	[108, 139, 470, 175]
doordarshan-headline	[687, 1636, 1470, 1764]
paragraph: ಮೈಸೂರು,ಏ.23–ಮೈಸೂರಿನ ಗೋಕುಲಂ 3ನೇ ಹಂತದಲ್ಲಿರುವ ಕೆ.ಪುಟ್ಟಸ್ವಾಮಿ ಪದವಿ ಪೂರ್ವ ಕಾಲೇಜಿಗೆ ಈ ಸಾಲಿನ ದ್ವಿತೀಯ ಪಿಯುಸಿ ಪರೀಕ್ಷೆಯಲ್ಲಿ ಶೇ.100 ಫಲಿತಾಂಶ ಬಂದಿದೆ.	[98, 2166, 280, 2218]
paragraph: ಮೈಸೂರು, ಏ.23– ಜಿಲ್ಲಾ ಆರೋಗ್ಯ ಮತ್ತು ಕುಟುಂಬ ಕಲ್ಯಾಣ ಇಲಾಖೆಯ ವತಿಯಿಂದ ಏ.25ರಂದು ವಿಶ್ವ ಮಲೇರಿಯಾ ದಿನಾಚರಣೆ ಕಾರ್ಯಕ್ರಮ ಹಮ್ಮಿಕೊಳ್ಳಲಾಗಿದೆ.	[1283, 1156, 1470, 1209]
paragraph: ಮೈಸೂರು,ಏ.23(ಎಂಟಿವೈ)– ಕೆ.ಆರ್. ಕ್ಷೇತ್ರದ ಬಿಜೆಪಿ ಅಭ್ಯರ್ಥಿ ಟಿ.ಎಸ್.ಶ್ರೀವತ್ಸ ಪರವಾಗಿ ಶಾಸಕ ಎಸ್.ಎ.ರಾಮದಾಸ್ ಪ್ರಚಾರ ನಡೆಸಿ ಮತಯಾಚಿಸಿದರು.	[484, 2052, 671, 2105]
lead-headline	[513, 139, 1470, 238]
paragraph: ಮೈಸೂರು,ಏ.23(ಎಂಟಿವೈ)– ಕೆ.ಆರ್. ಕ್ಷೇತ್ರದ ಬಿಜೆಪಿ ಅಭ್ಯರ್ಥಿ ಟಿ.ಎಸ್.ಶ್ರೀವತ್ಸ ಪರವಾಗಿ ಶಾಸಕ ಎಸ್.ಎ.ರಾಮದಾಸ್ ಪ್ರಚಾರ ನಡೆಸಿ ಮತಯಾಚಿಸಿದರು.	[98, 2052, 280, 2105]
paragraph: ಬೀಳುತ್ತಿಲ್ಲ. ಹಿತ್ತಲಗಿಡ ಮದ್ದಲ್ಲ ಎನ್ನುವಂತೆ ನಮ್ಮವರನ್ನು ನಾವು ಗುರುತಿಸುತ್ತಿಲ್ಲ ಎಂದು ವಿಷಾದಿಸಿದರು.	[891, 1561, 1076, 1600]
paragraph: ಆಗಮಿಸಿ, ವಿಚಾರಣೆ ನಡೆಸಲು ಬಂದಿದ್ದು, ಬಸವಣ್ಣನವರ ಕುರಿತು ವ್ಯಂಗ್ಯ ಮಾಡಲು ಸಾಧ್ಯವಾಗದ ಘಟನೆಯನ್ನು ವಿವರಿಸಿದರು.	[687, 2129, 875, 2169]
paragraph: ಮೈಸೂರು, ಏ.23(ಪಿಎಂ)–ವಿಧಾನಸಭಾ ಚುನಾವಣೆಯ ಹಿನ್ನೆಲೆಯಲ್ಲಿ ಏ.25ರಂದು ಜೆಡಿಎಸ್ ಪಕ್ಷದ ವತಿಯಿಂದ ಚಾಮರಾಜ ಕ್ಷೇತ್ರ ಮತ್ತು ಕೃಷ್ಣರಾಜ ಕ್ಷೇತ್ರದ ಪಕ್ಷದ ಮುಖಂಡರು ಹಾಗೂ ಕಾರ್ಯಕರ್ತರ ಸಭೆ ಹಮ್ಮಿಕೊಳ್ಳಲಾಗಿದೆ.	[188, 1030, 480, 1069]
paragraph: ಅಶ್ವಮೇಧ ಚಿತ್ರದ ಗೀತೆ ಸಿದ್ಧವಾಗಿತ್ತು. ಯಾರಿಂದ ಹಾಡಿಸಿದರೆ ಚೆನ್ನ. ಅದರಲ್ಲಿನ ಧೀರೋದಾತ್ತ ಧಾಟಿಗೆ ರಾಜ್ ಕಂಠವಲ್ಲದೆ ಮತ್ತಾರದು ಸಾಟಿ?	[511, 471, 817, 497]
paragraph: ಡಾ.ರಾಜ್ ಸಹಜ ಸ್ಥಿತಿಗೆ ಮರಳಿದರು. ‘ಯಾರ–ಯಾರದ್ದೋ ನಾವು ಲೆಕ್ಕ ಇಟ್ಟಿದ್ದೇವೆ’ ಎಂದು ಅವರು ನಕ್ಕರು. ಅಭಿಮಾನಿಗಳೇ ದೇವರು ಎಂಬ ಮಾತು ಅವರ ಬದುಕಿನ ಮಂತ್ರವಾಗಿತ್ತು.	[824, 764, 1133, 804]
section-rule	[98, 1629, 1470, 1633]
paragraph: ಸಲು ಮತ್ತು ಕೇಂದ್ರ ಮತ್ತು ರಾಜ್ಯ ಸರ್ಕಾರ ಜಾರಿಗೆ ತಂದಿರುವ ಯೋಜನೆಗಳನ್ನು ಮನಗಂಡು ಈ ಬಾರಿ ಬಿಜೆಪಿಗೆ ಮತ ನೀಡುವಂತೆ ನಿವಾಸಿಗಳಲ್ಲಿ ಮತ ಯಾಚಿಸಿದರು.	[98, 1998, 280, 2051]
paragraph: ಆಗಮಿಸಿ, ವಿಚಾರಣೆ ನಡೆಸಲು ಬಂದಿದ್ದು, ಬಸವಣ್ಣನವರ ಕುರಿತು ವ್ಯಂಗ್ಯ ಮಾಡಲು ಸಾಧ್ಯವಾಗದ ಘಟನೆಯನ್ನು ವಿವರಿಸಿದರು.	[1080, 2263, 1268, 2302]
paragraph: ಸಲು ಮತ್ತು ಕೇಂದ್ರ ಮತ್ತು ರಾಜ್ಯ ಸರ್ಕಾರ ಜಾರಿಗೆ ತಂದಿರುವ ಯೋಜನೆಗಳನ್ನು ಮನಗಂಡು ಈ ಬಾರಿ ಬಿಜೆಪಿಗೆ ಮತ ನೀಡುವಂತೆ ನಿವಾಸಿಗಳಲ್ಲಿ ಮತ ಯಾಚಿಸಿದರು.	[291, 1998, 473, 2051]
doordarshan-subhead: ಶ್ರೀ ಬಸವೇಶ್ವರ ಜಯಂತಿಯಲ್ಲಿ ಪ್ರೊ. ಡಿ.ಎಸ್.ಸದಾಶಿವಮೂರ್ತಿ ವಿಷಾದ	[814, 1773, 1343, 1801]
paragraph: ಮೇಯರ್ ಶಿವಕುಮಾರ್ ಹಾಗೂ ಸ್ಥಳೀಯ ಕಾರ್ಯಕರ್ತರೊಂದಿಗೆ 47ನೇ ವಾರ್ಡಿನ ವ್ಯಾಪ್ತಿಯ ಕುವೆಂಪುನಗರದ ಕುಮುದ ಉದ್ಯಾನವನದಿಂದ ಪ್ರಚಾರ ಆರಂಭಿಸಿದರು.	[98, 1945, 280, 1997]
paragraph: ಮೈಸೂರು, ಏ.23– ಜಿಲ್ಲಾ ಆರೋಗ್ಯ ಮತ್ತು ಕುಟುಂಬ ಕಲ್ಯಾಣ ಇಲಾಖೆಯ ವತಿಯಿಂದ ಏ.25ರಂದು ವಿಶ್ವ ಮಲೇರಿಯಾ ದಿನಾಚರಣೆ ಕಾರ್ಯಕ್ರಮ ಹಮ್ಮಿಕೊಳ್ಳಲಾಗಿದೆ.	[1283, 1210, 1470, 1262]
bjp-body-c	[484, 1891, 671, 2109]
page-number-box	[98, 86, 137, 129]
paragraph: ಬೆಂಗಳೂರು,ಏ.23–ಜಾಗತಿಕ ಮಟ್ಟದಲ್ಲಿ 6ನೇ ಅತಿ ದೊಡ್ಡ ಆಭರಣ ರೀಟೆಲರ್ ಕಂಪನಿಯಾಗಿರುವ ಮಲಬಾರ್ ಗೋಲ್ಡ್ & ಡೈಮಂಡ್ಸ್ ಬಾಲಿವುಡ್ ತಾರೆ ಅಲಿಯಾ ಭಟ್ ಅವರನ್ನು ನೂತನ ಬ್ರ್ಯಾಂಡ್ ಅಂಬಾಸಿಡರ್ ಆಗಿ ನೇಮಕ ಮಾಡಿಕೊಂಡಿದೆ.	[295, 559, 480, 624]
paragraph: ಮೈಸೂರು,ಏ.23(ಎಂಟಿವೈ)– ಕೆ.ಆರ್. ಕ್ಷೇತ್ರದ ಬಿಜೆಪಿ ಅಭ್ಯರ್ಥಿ ಟಿ.ಎಸ್.ಶ್ರೀವತ್ಸ ಪರವಾಗಿ ಶಾಸಕ ಎಸ್.ಎ.ರಾಮದಾಸ್ ಪ್ರಚಾರ ನಡೆಸಿ ಮತಯಾಚಿಸಿದರು.	[291, 1891, 473, 1943]
malabar-body-b	[98, 451, 284, 938]
paragraph: ನಿಮ್ಮ ದೈವಾಗ ಬರುತ್ತಿದ್ದಾರೆ? ಅದಿಗೆ ಹೇಳ್ತೀರಾ? ಒಂದ್ದಲಾ ಹಾಗೇ ಹೇಳಿ! ಎಂದು ಅಣ್ಣಾವ್ರು ಮುಗುಳ್ನಕ್ಕರು. ಮೈಸೂರಿನ ಚಿತ್ರೀಕರಣದ ದಿನಗಳ ನೆನಪು ಇನ್ನೂ ಹಸಿರಾಗಿದೆ.	[1140, 770, 1460, 796]
doordarshan-body-c	[1080, 2036, 1268, 2331]
paragraph: ಬೀಳುತ್ತಿಲ್ಲ. ಹಿತ್ತಲಗಿಡ ಮದ್ದಲ್ಲ ಎನ್ನುವಂತೆ ನಮ್ಮವರನ್ನು ನಾವು ಗುರುತಿಸುತ್ತಿಲ್ಲ ಎಂದು ವಿಷಾದಿಸಿದರು.	[1084, 1399, 1269, 1438]
paragraph: ಡಾ.ರಾಜ್ ಸಹಜ ಸ್ಥಿತಿಗೆ ಮರಳಿದರು. ‘ಯಾರ–ಯಾರದ್ದೋ ನಾವು ಲೆಕ್ಕ ಇಟ್ಟಿದ್ದೇವೆ’ ಎಂದು ಅವರು ನಕ್ಕರು. ಅಭಿಮಾನಿಗಳೇ ದೇವರು ಎಂಬ ಮಾತು ಅವರ ಬದುಕಿನ ಮಂತ್ರವಾಗಿತ್ತು.	[824, 840, 1133, 879]
paragraph: ನಿಮ್ಮ ದೈವಾಗ ಬರುತ್ತಿದ್ದಾರೆ? ಅದಿಗೆ ಹೇಳ್ತೀರಾ? ಒಂದ್ದಲಾ ಹಾಗೇ ಹೇಳಿ! ಎಂದು ಅಣ್ಣಾವ್ರು ಮುಗುಳ್ನಕ್ಕರು. ಮೈಸೂರಿನ ಚಿತ್ರೀಕರಣದ ದಿನಗಳ ನೆನಪು ಇನ್ನೂ ಹಸಿರಾಗಿದೆ.	[1140, 908, 1460, 934]
paragraph: ಬೀಳುತ್ತಿಲ್ಲ. ಹಿತ್ತಲಗಿಡ ಮದ್ದಲ್ಲ ಎನ್ನುವಂತೆ ನಮ್ಮವರನ್ನು ನಾವು ಗುರುತಿಸುತ್ತಿಲ್ಲ ಎಂದು ವಿಷಾದಿಸಿದರು.	[1084, 1481, 1269, 1520]
paragraph: ದಕ್ಷಿಣ ಆಫ್ರಿಕಾ, ಈಜಿಪ್ಟ್, ಬಾಂಗ್ಲಾದೇಶ, ಟರ್ಕಿ ಮತ್ತು ನ್ಯೂಜಿಲೆಂಡ್ ದೇಶಗಳಲ್ಲಿ ಹೊಸ ಮಾರುಕಟ್ಟೆಗಳನ್ನು ಪ್ರವೇಶಿಸುವತ್ತ ಗಮನ ಹರಿಸಿದೆ.	[98, 518, 284, 557]
paragraph: ಬೀಳುತ್ತಿಲ್ಲ. ಹಿತ್ತಲಗಿಡ ಮದ್ದಲ್ಲ ಎನ್ನುವಂತೆ ನಮ್ಮವರನ್ನು ನಾವು ಗುರುತಿಸುತ್ತಿಲ್ಲ ಎಂದು ವಿಷಾದಿಸಿದರು.	[1084, 1358, 1269, 1398]
paragraph: ಮೈಸೂರು, ಏ.23(ಎಸ್‌ಪಿಎನ್)– ಖಾಸಗಿ ದೃಶ್ಯ ಮಾಧ್ಯಮಗಳಲ್ಲಿ ಭ್ರಷ್ಟಾಚಾರ ಕುರಿತು ಸಾಕಷ್ಟು ಕಾರ್ಯಕ್ರಮಗಳು ಪ್ರಸಾರವಾಗುತ್ತವೆ. ಆದರೆ, ಸರ್ಕಾರದ ವಾಹಿನಿ ದೂರದರ್ಶನದಲ್ಲಿ ಭ್ರಷ್ಟಾಚಾರ ಕುರಿತು ಪ್ರಸಾರವಾಗಲು ಸಾಧ್ಯವಿಲ್ಲದಂತಹ ಪರಿಸ್ಥಿತಿ ಇದೆ ಎಂದು ಪ್ರೊ.ಡಿ.ಎಸ್. ಸದಾಶಿವಮೂರ್ತಿ ವಿಷಾದಿಸಿದರು.	[1080, 2036, 1268, 2128]
paragraph: ಆಗಮಿಸಿ, ವಿಚಾರಣೆ ನಡೆಸಲು ಬಂದಿದ್ದು, ಬಸವಣ್ಣನವರ ಕುರಿತು ವ್ಯಂಗ್ಯ ಮಾಡಲು ಸಾಧ್ಯವಾಗದ ಘಟನೆಯನ್ನು ವಿವರಿಸಿದರು.	[1080, 2129, 1268, 2169]
student-photo-2	[385, 2169, 482, 2326]
bjp-body-b	[291, 1891, 473, 2109]
paragraph: ಸನ್ನಿವೇಶ, ಹಾಡಿನ ಧಾಟಿಯನ್ನು ವಿವರಿಸಿದ ಸಂಗೀತ ನಿರ್ದೇಶಕರು ರಾಜ್ ಅವರನ್ನು ಹಾಡುವಂತೆ ಕೋರಿಕೊಂಡರು. ‘ಕೋರಿಯಲ್ಲಿ ಅಶ್ವಮೇಧ’ ಎಂದು ಧ್ವನಿಯಲ್ಲಿ ದೊರೆಯುವ ಆ ಗೀತೆ ಇಂದಿಗೂ ಜನಮನದಲ್ಲಿದೆ.	[511, 704, 817, 743]
paragraph: ಅಶ್ವಮೇಧ ಚಿತ್ರದ ಗೀತೆ ಸಿದ್ಧವಾಗಿತ್ತು. ಯಾರಿಂದ ಹಾಡಿಸಿದರೆ ಚೆನ್ನ. ಅದರಲ್ಲಿನ ಧೀರೋದಾತ್ತ ಧಾಟಿಗೆ ರಾಜ್ ಕಂಠವಲ್ಲದೆ ಮತ್ತಾರದು ಸಾಟಿ?	[511, 403, 817, 429]
column-divider	[1277, 1124, 1279, 1622]
paragraph: ಸನ್ನಿವೇಶ, ಹಾಡಿನ ಧಾಟಿಯನ್ನು ವಿವರಿಸಿದ ಸಂಗೀತ ನಿರ್ದೇಶಕರು ರಾಜ್ ಅವರನ್ನು ಹಾಡುವಂತೆ ಕೋರಿಕೊಂಡರು. ‘ಕೋರಿಯಲ್ಲಿ ಅಶ್ವಮೇಧ’ ಎಂದು ಧ್ವನಿಯಲ್ಲಿ ದೊರೆಯುವ ಆ ಗೀತೆ ಇಂದಿಗೂ ಜನಮನದಲ್ಲಿದೆ.	[511, 909, 817, 948]
bjp-body-a	[98, 1891, 280, 2109]
paragraph: ನಿಮ್ಮ ದೈವಾಗ ಬರುತ್ತಿದ್ದಾರೆ? ಅದಿಗೆ ಹೇಳ್ತೀರಾ? ಒಂದ್ದಲಾ ಹಾಗೇ ಹೇಳಿ! ಎಂದು ಅಣ್ಣಾವ್ರು ಮುಗುಳ್ನಕ್ಕರು. ಮೈಸೂರಿನ ಚಿತ್ರೀಕರಣದ ದಿನಗಳ ನೆನಪು ಇನ್ನೂ ಹಸಿರಾಗಿದೆ.	[1140, 742, 1460, 769]
paragraph: ನಿಮ್ಮ ದೈವಾಗ ಬರುತ್ತಿದ್ದಾರೆ? ಅದಿಗೆ ಹೇಳ್ತೀರಾ? ಒಂದ್ದಲಾ ಹಾಗೇ ಹೇಳಿ! ಎಂದು ಅಣ್ಣಾವ್ರು ಮುಗುಳ್ನಕ್ಕರು. ಮೈಸೂರಿನ ಚಿತ್ರೀಕರಣದ ದಿನಗಳ ನೆನಪು ಇನ್ನೂ ಹಸಿರಾಗಿದೆ.	[1140, 687, 1460, 713]
paragraph: ದಕ್ಷಿಣ ಆಫ್ರಿಕಾ, ಈಜಿಪ್ಟ್, ಬಾಂಗ್ಲಾದೇಶ, ಟರ್ಕಿ ಮತ್ತು ನ್ಯೂಜಿಲೆಂಡ್ ದೇಶಗಳಲ್ಲಿ ಹೊಸ ಮಾರುಕಟ್ಟೆಗಳನ್ನು ಪ್ರವೇಶಿಸುವತ್ತ ಗಮನ ಹರಿಸಿದೆ.	[295, 733, 480, 772]
episode-1-label: ಪ್ರಸಂಗ–1	[639, 246, 689, 263]
paragraph: ನಿಮ್ಮ ದೈವಾಗ ಬರುತ್ತಿದ್ದಾರೆ? ಅದಿಗೆ ಹೇಳ್ತೀರಾ? ಒಂದ್ದಲಾ ಹಾಗೇ ಹೇಳಿ! ಎಂದು ಅಣ್ಣಾವ್ರು ಮುಗುಳ್ನಕ್ಕರು. ಮೈಸೂರಿನ ಚಿತ್ರೀಕರಣದ ದಿನಗಳ ನೆನಪು ಇನ್ನೂ ಹಸಿರಾಗಿದೆ.	[1140, 936, 1460, 962]
paragraph: ಅಶ್ವಮೇಧ ಚಿತ್ರದ ಗೀತೆ ಸಿದ್ಧವಾಗಿತ್ತು. ಯಾರಿಂದ ಹಾಡಿಸಿದರೆ ಚೆನ್ನ. ಅದರಲ್ಲಿನ ಧೀರೋದಾತ್ತ ಧಾಟಿಗೆ ರಾಜ್ ಕಂಠವಲ್ಲದೆ ಮತ್ತಾರದು ಸಾಟಿ?	[511, 745, 817, 771]
malabar-headline-line-2: ಬಾಲಿವುಡ್ ತಾರೆ	[131, 177, 292, 212]
lead-column-3b	[1140, 549, 1460, 1058]
paragraph: ದಕ್ಷಿಣ ಆಫ್ರಿಕಾ, ಈಜಿಪ್ಟ್, ಬಾಂಗ್ಲಾದೇಶ, ಟರ್ಕಿ ಮತ್ತು ನ್ಯೂಜಿಲೆಂಡ್ ದೇಶಗಳಲ್ಲಿ ಹೊಸ ಮಾರುಕಟ್ಟೆಗಳನ್ನು ಪ್ರವೇಶಿಸುವತ್ತ ಗಮನ ಹರಿಸಿದೆ.	[295, 841, 480, 880]
paragraph: ಮೈಸೂರು, ಏ.23(ಎಸ್‌ಪಿಎನ್)– ಖಾಸಗಿ ದೃಶ್ಯ ಮಾಧ್ಯಮಗಳಲ್ಲಿ ಭ್ರಷ್ಟಾಚಾರ ಕುರಿತು ಸಾಕಷ್ಟು ಕಾರ್ಯಕ್ರಮಗಳು ಪ್ರಸಾರವಾಗುತ್ತವೆ. ಆದರೆ, ಸರ್ಕಾರದ ವಾಹಿನಿ ದೂರದರ್ಶನದಲ್ಲಿ ಭ್ರಷ್ಟಾಚಾರ ಕುರಿತು ಪ್ರಸಾರವಾಗಲು ಸಾಧ್ಯವಿಲ್ಲದಂತಹ ಪರಿಸ್ಥಿತಿ ಇದೆ ಎಂದು ಪ್ರೊ.ಡಿ.ಎಸ್. ಸದಾಶಿವಮೂರ್ತಿ ವಿಷಾದಿಸಿದರು.	[1278, 2157, 1470, 2235]
column-divider	[680, 1636, 681, 2334]
paragraph: ಮೈಸೂರು, ಏ.23(ಎಸ್‌ಪಿಎನ್)– ಖಾಸಗಿ ದೃಶ್ಯ ಮಾಧ್ಯಮಗಳಲ್ಲಿ ಭ್ರಷ್ಟಾಚಾರ ಕುರಿತು ಸಾಕಷ್ಟು ಕಾರ್ಯಕ್ರಮಗಳು ಪ್ರಸಾರವಾಗುತ್ತವೆ. ಆದರೆ, ಸರ್ಕಾರದ ವಾಹಿನಿ ದೂರದರ್ಶನದಲ್ಲಿ ಭ್ರಷ್ಟಾಚಾರ ಕುರಿತು ಪ್ರಸಾರವಾಗಲು ಸಾಧ್ಯವಿಲ್ಲದಂತಹ ಪರಿಸ್ಥಿತಿ ಇದೆ ಎಂದು ಪ್ರೊ.ಡಿ.ಎಸ್. ಸದಾಶಿವಮೂರ್ತಿ ವಿಷಾದಿಸಿದರು.	[884, 2036, 1071, 2128]
paragraph: ನಿಮ್ಮ ದೈವಾಗ ಬರುತ್ತಿದ್ದಾರೆ? ಅದಿಗೆ ಹೇಳ್ತೀರಾ? ಒಂದ್ದಲಾ ಹಾಗೇ ಹೇಳಿ! ಎಂದು ಅಣ್ಣಾವ್ರು ಮುಗುಳ್ನಕ್ಕರು. ಮೈಸೂರಿನ ಚಿತ್ರೀಕರಣದ ದಿನಗಳ ನೆನಪು ಇನ್ನೂ ಹಸಿರಾಗಿದೆ.	[1140, 853, 1460, 879]
paragraph: ಆಗಮಿಸಿ, ವಿಚಾರಣೆ ನಡೆಸಲು ಬಂದಿದ್ದು, ಬಸವಣ್ಣನವರ ಕುರಿತು ವ್ಯಂಗ್ಯ ಮಾಡಲು ಸಾಧ್ಯವಾಗದ ಘಟನೆಯನ್ನು ವಿವರಿಸಿದರು.	[884, 2129, 1071, 2169]
malabar-headline	[98, 138, 480, 252]
author-photo	[844, 518, 939, 627]
header-rule	[482, 116, 1470, 120]
felicitation-photo	[691, 1236, 1076, 1513]
paragraph: ನಿಮ್ಮ ದೈವಾಗ ಬರುತ್ತಿದ್ದಾರೆ? ಅದಿಗೆ ಹೇಳ್ತೀರಾ? ಒಂದ್ದಲಾ ಹಾಗೇ ಹೇಳಿ! ಎಂದು ಅಣ್ಣಾವ್ರು ಮುಗುಳ್ನಕ್ಕರು. ಮೈಸೂರಿನ ಚಿತ್ರೀಕರಣದ ದಿನಗಳ ನೆನಪು ಇನ್ನೂ ಹಸಿರಾಗಿದೆ.	[1140, 660, 1460, 686]
registration-marks-left	[86, 2340, 156, 2355]
lead-headline-red: ಡಾ.ರಾಜ್	[1191, 137, 1470, 238]
paragraph: ದಕ್ಷಿಣ ಆಫ್ರಿಕಾ, ಈಜಿಪ್ಟ್, ಬಾಂಗ್ಲಾದೇಶ, ಟರ್ಕಿ ಮತ್ತು ನ್ಯೂಜಿಲೆಂಡ್ ದೇಶಗಳಲ್ಲಿ ಹೊಸ ಮಾರುಕಟ್ಟೆಗಳನ್ನು ಪ್ರವೇಶಿಸುವತ್ತ ಗಮನ ಹರಿಸಿದೆ.	[98, 625, 284, 665]
manikya-body-b	[691, 1520, 876, 1618]
paragraph: ನಿಮ್ಮ ದೈವಾಗ ಬರುತ್ತಿದ್ದಾರೆ? ಅದಿಗೆ ಹೇಳ್ತೀರಾ? ಒಂದ್ದಲಾ ಹಾಗೇ ಹೇಳಿ! ಎಂದು ಅಣ್ಣಾವ್ರು ಮುಗುಳ್ನಕ್ಕರು. ಮೈಸೂರಿನ ಚಿತ್ರೀಕರಣದ ದಿನಗಳ ನೆನಪು ಇನ್ನೂ ಹಸಿರಾಗಿದೆ.	[1140, 305, 1460, 331]
paragraph: ಮೈಸೂರು,ಏ.23(ಎಂಟಿವೈ)– ಕೆ.ಆರ್. ಕ್ಷೇತ್ರದ ಬಿಜೆಪಿ ಅಭ್ಯರ್ಥಿ ಟಿ.ಎಸ್.ಶ್ರೀವತ್ಸ ಪರವಾಗಿ ಶಾಸಕ ಎಸ್.ಎ.ರಾಮದಾಸ್ ಪ್ರಚಾರ ನಡೆಸಿ ಮತಯಾಚಿಸಿದರು.	[484, 1891, 671, 1943]
power-cut-body	[1283, 1376, 1470, 1620]
paragraph: ಡಾ.ರಾಜ್ ಸಹಜ ಸ್ಥಿತಿಗೆ ಮರಳಿದರು. ‘ಯಾರ–ಯಾರದ್ದೋ ನಾವು ಲೆಕ್ಕ ಇಟ್ಟಿದ್ದೇವೆ’ ಎಂದು ಅವರು ನಕ್ಕರು. ಅಭಿಮಾನಿಗಳೇ ದೇವರು ಎಂಬ ಮಾತು ಅವರ ಬದುಕಿನ ಮಂತ್ರವಾಗಿತ್ತು.	[824, 962, 1133, 1001]
paragraph: ಮೈಸೂರು, ಏ.23(ಪಿಎಂ)–ವಿಧಾನಸಭಾ ಚುನಾವಣೆಯ ಹಿನ್ನೆಲೆಯಲ್ಲಿ ಏ.25ರಂದು ಜೆಡಿಎಸ್ ಪಕ್ಷದ ವತಿಯಿಂದ ಚಾಮರಾಜ ಕ್ಷೇತ್ರ ಮತ್ತು ಕೃಷ್ಣರಾಜ ಕ್ಷೇತ್ರದ ಪಕ್ಷದ ಮುಖಂಡರು ಹಾಗೂ ಕಾರ್ಯಕರ್ತರ ಸಭೆ ಹಮ್ಮಿಕೊಳ್ಳಲಾಗಿದೆ.	[98, 1187, 480, 1226]
paragraph: ಅಶ್ವಮೇಧ ಚಿತ್ರದ ಗೀತೆ ಸಿದ್ಧವಾಗಿತ್ತು. ಯಾರಿಂದ ಹಾಡಿಸಿದರೆ ಚೆನ್ನ. ಅದರಲ್ಲಿನ ಧೀರೋದಾತ್ತ ಧಾಟಿಗೆ ರಾಜ್ ಕಂಠವಲ್ಲದೆ ಮತ್ತಾರದು ಸಾಟಿ?	[511, 813, 817, 839]
paragraph: ಮೈಸೂರು. ಏ.23– ನಾಚನಹಳ್ಳಿ ಫೀಡರ್‌ನಲ್ಲಿ ತುರ್ತು ಕಾರ್ಯ ನಿಮಿತ್ತ ಏ.24ರಂದು ನಾಚನಹಳ್ಳಿ ಪಾಳ್ಯ, ಕವಿತಾ ಬಡಾವಣೆ ಸುತ್ತಮುತ್ತಲ ಪ್ರದೇಶಗಳಲ್ಲಿ ವಿದ್ಯುತ್ ವ್ಯತ್ಯಯವಾಗಲಿದೆ.	[1283, 1376, 1470, 1428]
malabar-headline-name: ಅಲಿಯಾ ಭಟ್	[302, 177, 447, 212]
puttaswamy-body-a	[98, 2166, 280, 2329]
paragraph: ದಕ್ಷಿಣ ಆಫ್ರಿಕಾ, ಈಜಿಪ್ಟ್, ಬಾಂಗ್ಲಾದೇಶ, ಟರ್ಕಿ ಮತ್ತು ನ್ಯೂಜಿಲೆಂಡ್ ದೇಶಗಳಲ್ಲಿ ಹೊಸ ಮಾರುಕಟ್ಟೆಗಳನ್ನು ಪ್ರವೇಶಿಸುವತ್ತ ಗಮನ ಹರಿಸಿದೆ.	[295, 331, 480, 370]
paragraph: ಅಶ್ವಮೇಧ ಚಿತ್ರದ ಗೀತೆ ಸಿದ್ಧವಾಗಿತ್ತು. ಯಾರಿಂದ ಹಾಡಿಸಿದರೆ ಚೆನ್ನ. ಅದರಲ್ಲಿನ ಧೀರೋದಾತ್ತ ಧಾಟಿಗೆ ರಾಜ್ ಕಂಠವಲ್ಲದೆ ಮತ್ತಾರದು ಸಾಟಿ?	[511, 335, 817, 361]
paragraph: ಸನ್ನಿವೇಶ, ಹಾಡಿನ ಧಾಟಿಯನ್ನು ವಿವರಿಸಿದ ಸಂಗೀತ ನಿರ್ದೇಶಕರು ರಾಜ್ ಅವರನ್ನು ಹಾಡುವಂತೆ ಕೋರಿಕೊಂಡರು. ‘ಕೋರಿಯಲ್ಲಿ ಅಶ್ವಮೇಧ’ ಎಂದು ಧ್ವನಿಯಲ್ಲಿ ದೊರೆಯುವ ಆ ಗೀತೆ ಇಂದಿಗೂ ಜನಮನದಲ್ಲಿದೆ.	[511, 362, 817, 401]
episode-2-label: ಪ್ರಸಂಗ–2	[953, 820, 1004, 837]
paragraph: ನಿಮ್ಮ ದೈವಾಗ ಬರುತ್ತಿದ್ದಾರೆ? ಅದಿಗೆ ಹೇಳ್ತೀರಾ? ಒಂದ್ದಲಾ ಹಾಗೇ ಹೇಳಿ! ಎಂದು ಅಣ್ಣಾವ್ರು ಮುಗುಳ್ನಕ್ಕರು. ಮೈಸೂರಿನ ಚಿತ್ರೀಕರಣದ ದಿನಗಳ ನೆನಪು ಇನ್ನೂ ಹಸಿರಾಗಿದೆ.	[1140, 471, 1460, 497]
paragraph: ನಿಮ್ಮ ದೈವಾಗ ಬರುತ್ತಿದ್ದಾರೆ? ಅದಿಗೆ ಹೇಳ್ತೀರಾ? ಒಂದ್ದಲಾ ಹಾಗೇ ಹೇಳಿ! ಎಂದು ಅಣ್ಣಾವ್ರು ಮುಗುಳ್ನಕ್ಕರು. ಮೈಸೂರಿನ ಚಿತ್ರೀಕರಣದ ದಿನಗಳ ನೆನಪು ಇನ್ನೂ ಹಸಿರಾಗಿದೆ.	[1140, 277, 1460, 303]
paragraph: ಬೆಂಗಳೂರು,ಏ.23–ಜಾಗತಿಕ ಮಟ್ಟದಲ್ಲಿ 6ನೇ ಅತಿ ದೊಡ್ಡ ಆಭರಣ ರೀಟೆಲರ್ ಕಂಪನಿಯಾಗಿರುವ ಮಲಬಾರ್ ಗೋಲ್ಡ್ & ಡೈಮಂಡ್ಸ್ ಬಾಲಿವುಡ್ ತಾರೆ ಅಲಿಯಾ ಭಟ್ ಅವರನ್ನು ನೂತನ ಬ್ರ್ಯಾಂಡ್ ಅಂಬಾಸಿಡರ್ ಆಗಿ ನೇಮಕ ಮಾಡಿಕೊಂಡಿದೆ.	[295, 264, 480, 329]
page-label: ಪುಟ	[99, 102, 112, 113]
divider	[98, 2116, 676, 2118]
lead-column-3a	[1140, 249, 1460, 526]
doordarshan-headline-line-2: ಕುರಿತು ಪ್ರಸಾರ ಮಾಡದಂತಹ ಪರಿಸ್ಥಿತಿ	[759, 1701, 1399, 1764]
paragraph: ಮೈಸೂರು, ಏ.23(ಜಿಎ)–ಡಾ.ರಾಜ್ ಕುಮಾರ್ ಅವರು ಭಾಷೆಯನ್ನು, ನಾಡನ್ನು ಪ್ರೀತಿಸಿದ ಮಹಾನ್ ಕಲಾವಿದ. ಅವರ ಕಲಾ ಸೇವೆ ಎಂದೆಂದಿಗೂ ಮರೆಯಲಾಗದ ಮಾಣಿಕ್ಯ ಎಂದು ಲಯನ್ ಕೆ. ದೇವೇಗೌಡ ಹೇಳಿದರು.	[502, 1303, 684, 1369]
doordarshan-body-d	[1278, 2036, 1470, 2331]
paragraph: ಮೈಸೂರು. ಏ.23– ನಾಚನಹಳ್ಳಿ ಫೀಡರ್‌ನಲ್ಲಿ ತುರ್ತು ಕಾರ್ಯ ನಿಮಿತ್ತ ಏ.24ರಂದು ನಾಚನಹಳ್ಳಿ ಪಾಳ್ಯ, ಕವಿತಾ ಬಡಾವಣೆ ಸುತ್ತಮುತ್ತಲ ಪ್ರದೇಶಗಳಲ್ಲಿ ವಿದ್ಯುತ್ ವ್ಯತ್ಯಯವಾಗಲಿದೆ.	[1283, 1484, 1470, 1536]
paragraph: ಮೈಸೂರು, ಏ.23(ಜಿಎ)–ಡಾ.ರಾಜ್ ಕುಮಾರ್ ಅವರು ಭಾಷೆಯನ್ನು, ನಾಡನ್ನು ಪ್ರೀತಿಸಿದ ಮಹಾನ್ ಕಲಾವಿದ. ಅವರ ಕಲಾ ಸೇವೆ ಎಂದೆಂದಿಗೂ ಮರೆಯಲಾಗದ ಮಾಣಿಕ್ಯ ಎಂದು ಲಯನ್ ಕೆ. ದೇವೇಗೌಡ ಹೇಳಿದರು.	[502, 1504, 684, 1569]
malabar-body-a	[295, 264, 480, 446]
paragraph: ನಿಮ್ಮ ದೈವಾಗ ಬರುತ್ತಿದ್ದಾರೆ? ಅದಿಗೆ ಹೇಳ್ತೀರಾ? ಒಂದ್ದಲಾ ಹಾಗೇ ಹೇಳಿ! ಎಂದು ಅಣ್ಣಾವ್ರು ಮುಗುಳ್ನಕ್ಕರು. ಮೈಸೂರಿನ ಚಿತ್ರೀಕರಣದ ದಿನಗಳ ನೆನಪು ಇನ್ನೂ ಹಸಿರಾಗಿದೆ.	[1140, 604, 1460, 630]
paragraph: ಮೈಸೂರು, ಏ.23(ಜಿಎ)–ಡಾ.ರಾಜ್ ಕುಮಾರ್ ಅವರು ಭಾಷೆಯನ್ನು, ನಾಡನ್ನು ಪ್ರೀತಿಸಿದ ಮಹಾನ್ ಕಲಾವಿದ. ಅವರ ಕಲಾ ಸೇವೆ ಎಂದೆಂದಿಗೂ ಮರೆಯಲಾಗದ ಮಾಣಿಕ್ಯ ಎಂದು ಲಯನ್ ಕೆ. ದೇವೇಗೌಡ ಹೇಳಿದರು.	[691, 1520, 876, 1585]
stage-photo	[1076, 1811, 1469, 2029]
paragraph: ಬೆಂಗಳೂರು,ಏ.23–ಜಾಗತಿಕ ಮಟ್ಟದಲ್ಲಿ 6ನೇ ಅತಿ ದೊಡ್ಡ ಆಭರಣ ರೀಟೆಲರ್ ಕಂಪನಿಯಾಗಿರುವ ಮಲಬಾರ್ ಗೋಲ್ಡ್ & ಡೈಮಂಡ್ಸ್ ಬಾಲಿವುಡ್ ತಾರೆ ಅಲಿಯಾ ಭಟ್ ಅವರನ್ನು ನೂತನ ಬ್ರ್ಯಾಂಡ್ ಅಂಬಾಸಿಡರ್ ಆಗಿ ನೇಮಕ ಮಾಡಿಕೊಂಡಿದೆ.	[295, 666, 480, 732]
paragraph: ಬೀಳುತ್ತಿಲ್ಲ. ಹಿತ್ತಲಗಿಡ ಮದ್ದಲ್ಲ ಎನ್ನುವಂತೆ ನಮ್ಮವರನ್ನು ನಾವು ಗುರುತಿಸುತ್ತಿಲ್ಲ ಎಂದು ವಿಷಾದಿಸಿದರು.	[1084, 1562, 1269, 1601]
paragraph: ಬೆಂಗಳೂರು,ಏ.23–ಜಾಗತಿಕ ಮಟ್ಟದಲ್ಲಿ 6ನೇ ಅತಿ ದೊಡ್ಡ ಆಭರಣ ರೀಟೆಲರ್ ಕಂಪನಿಯಾಗಿರುವ ಮಲಬಾರ್ ಗೋಲ್ಡ್ & ಡೈಮಂಡ್ಸ್ ಬಾಲಿವುಡ್ ತಾರೆ ಅಲಿಯಾ ಭಟ್ ಅವರನ್ನು ನೂತನ ಬ್ರ್ಯಾಂಡ್ ಅಂಬಾಸಿಡರ್ ಆಗಿ ನೇಮಕ ಮಾಡಿಕೊಂಡಿದೆ.	[98, 559, 284, 624]
paragraph: ನಿಮ್ಮ ದೈವಾಗ ಬರುತ್ತಿದ್ದಾರೆ? ಅದಿಗೆ ಹೇಳ್ತೀರಾ? ಒಂದ್ದಲಾ ಹಾಗೇ ಹೇಳಿ! ಎಂದು ಅಣ್ಣಾವ್ರು ಮುಗುಳ್ನಕ್ಕರು. ಮೈಸೂರಿನ ಚಿತ್ರೀಕರಣದ ದಿನಗಳ ನೆನಪು ಇನ್ನೂ ಹಸಿರಾಗಿದೆ.	[1140, 1019, 1460, 1045]
paragraph: ನಿಮ್ಮ ದೈವಾಗ ಬರುತ್ತಿದ್ದಾರೆ? ಅದಿಗೆ ಹೇಳ್ತೀರಾ? ಒಂದ್ದಲಾ ಹಾಗೇ ಹೇಳಿ! ಎಂದು ಅಣ್ಣಾವ್ರು ಮುಗುಳ್ನಕ್ಕರು. ಮೈಸೂರಿನ ಚಿತ್ರೀಕರಣದ ದಿನಗಳ ನೆನಪು ಇನ್ನೂ ಹಸಿರಾಗಿದೆ.	[1140, 881, 1460, 907]
paragraph: ಅಶ್ವಮೇಧ ಚಿತ್ರದ ಗೀತೆ ಸಿದ್ಧವಾಗಿತ್ತು. ಯಾರಿಂದ ಹಾಡಿಸಿದರೆ ಚೆನ್ನ. ಅದರಲ್ಲಿನ ಧೀರೋದಾತ್ತ ಧಾಟಿಗೆ ರಾಜ್ ಕಂಠವಲ್ಲದೆ ಮತ್ತಾರದು ಸಾಟಿ?	[511, 1018, 817, 1044]
author-box	[839, 511, 1124, 633]
paragraph: ಪರೀಕ್ಷೆಗೆ ಹಾಜರಾಗಿದ್ದು, ಅತ್ಯುನ್ನತ ಶ್ರೇಣಿಯಲ್ಲಿ –58, ಪ್ರಥಮ ದರ್ಜೆಯಲ್ಲಿ–60 ಮತ್ತು ದ್ವಿತೀಯ ದರ್ಜೆಯಲ್ಲಿ –2 ತೇರ್ಗಡೆಯಾಗಿದ್ದಾರೆ. ವಿಜ್ಞಾನ ವಿಭಾಗದಲ್ಲಿ ಮಧುಸೂದನ್–566 ಅಂಕ ಗಳಿಸಿದ್ದಾರೆ.	[491, 2166, 676, 2231]
student-photo-1	[289, 2169, 385, 2326]
paragraph: ಮೈಸೂರು. ಏ.23– ನಾಚನಹಳ್ಳಿ ಫೀಡರ್‌ನಲ್ಲಿ ತುರ್ತು ಕಾರ್ಯ ನಿಮಿತ್ತ ಏ.24ರಂದು ನಾಚನಹಳ್ಳಿ ಪಾಳ್ಯ, ಕವಿತಾ ಬಡಾವಣೆ ಸುತ್ತಮುತ್ತಲ ಪ್ರದೇಶಗಳಲ್ಲಿ ವಿದ್ಯುತ್ ವ್ಯತ್ಯಯವಾಗಲಿದೆ.	[1283, 1430, 1470, 1482]
campaign-photo	[100, 1689, 669, 1885]
paragraph: ಸನ್ನಿವೇಶ, ಹಾಡಿನ ಧಾಟಿಯನ್ನು ವಿವರಿಸಿದ ಸಂಗೀತ ನಿರ್ದೇಶಕರು ರಾಜ್ ಅವರನ್ನು ಹಾಡುವಂತೆ ಕೋರಿಕೊಂಡರು. ‘ಕೋರಿಯಲ್ಲಿ ಅಶ್ವಮೇಧ’ ಎಂದು ಧ್ವನಿಯಲ್ಲಿ ದೊರೆಯುವ ಆ ಗೀತೆ ಇಂದಿಗೂ ಜನಮನದಲ್ಲಿದೆ.	[511, 977, 817, 1017]
paragraph: ಅಶ್ವಮೇಧ ಚಿತ್ರದ ಗೀತೆ ಸಿದ್ಧವಾಗಿತ್ತು. ಯಾರಿಂದ ಹಾಡಿಸಿದರೆ ಚೆನ್ನ. ಅದರಲ್ಲಿನ ಧೀರೋದಾತ್ತ ಧಾಟಿಗೆ ರಾಜ್ ಕಂಠವಲ್ಲದೆ ಮತ್ತಾರದು ಸಾಟಿ?	[511, 676, 817, 702]
paragraph: ಸನ್ನಿವೇಶ, ಹಾಡಿನ ಧಾಟಿಯನ್ನು ವಿವರಿಸಿದ ಸಂಗೀತ ನಿರ್ದೇಶಕರು ರಾಜ್ ಅವರನ್ನು ಹಾಡುವಂತೆ ಕೋರಿಕೊಂಡರು. ‘ಕೋರಿಯಲ್ಲಿ ಅಶ್ವಮೇಧ’ ಎಂದು ಧ್ವನಿಯಲ್ಲಿ ದೊರೆಯುವ ಆ ಗೀತೆ ಇಂದಿಗೂ ಜನಮನದಲ್ಲಿದೆ.	[511, 431, 817, 470]
section-label	[98, 86, 475, 129]
paragraph: ಮೈಸೂರು,ಏ.23(ಎಂಟಿವೈ)– ಕೆ.ಆರ್. ಕ್ಷೇತ್ರದ ಬಿಜೆಪಿ ಅಭ್ಯರ್ಥಿ ಟಿ.ಎಸ್.ಶ್ರೀವತ್ಸ ಪರವಾಗಿ ಶಾಸಕ ಎಸ್.ಎ.ರಾಮದಾಸ್ ಪ್ರಚಾರ ನಡೆಸಿ ಮತಯಾಚಿಸಿದರು.	[98, 1891, 280, 1943]
episode-3-label: ಪ್ರಸಂಗ–3	[1275, 529, 1324, 546]
student-2-name: ಮಧುಸೂದನ್	[388, 2314, 425, 2323]
paragraph: ಅಶ್ವಮೇಧ ಚಿತ್ರದ ಗೀತೆ ಸಿದ್ಧವಾಗಿತ್ತು. ಯಾರಿಂದ ಹಾಡಿಸಿದರೆ ಚೆನ್ನ. ಅದರಲ್ಲಿನ ಧೀರೋದಾತ್ತ ಧಾಟಿಗೆ ರಾಜ್ ಕಂಠವಲ್ಲದೆ ಮತ್ತಾರದು ಸಾಟಿ?	[511, 540, 817, 566]
paragraph: ಆಗಮಿಸಿ, ವಿಚಾರಣೆ ನಡೆಸಲು ಬಂದಿದ್ದು, ಬಸವಣ್ಣನವರ ಕುರಿತು ವ್ಯಂಗ್ಯ ಮಾಡಲು ಸಾಧ್ಯವಾಗದ ಘಟನೆಯನ್ನು ವಿವರಿಸಿದರು.	[687, 2263, 875, 2302]
author-role: ನಿವೃತ್ತ ಪೊಲೀಸ್ ಅಧಿಕಾರಿ	[952, 567, 1064, 583]
paragraph: ನಿಮ್ಮ ದೈವಾಗ ಬರುತ್ತಿದ್ದಾರೆ? ಅದಿಗೆ ಹೇಳ್ತೀರಾ? ಒಂದ್ದಲಾ ಹಾಗೇ ಹೇಳಿ! ಎಂದು ಅಣ್ಣಾವ್ರು ಮುಗುಳ್ನಕ್ಕರು. ಮೈಸೂರಿನ ಚಿತ್ರೀಕರಣದ ದಿನಗಳ ನೆನಪು ಇನ್ನೂ ಹಸಿರಾಗಿದೆ.	[1140, 964, 1460, 990]
paragraph: ನಿಮ್ಮ ದೈವಾಗ ಬರುತ್ತಿದ್ದಾರೆ? ಅದಿಗೆ ಹೇಳ್ತೀರಾ? ಒಂದ್ದಲಾ ಹಾಗೇ ಹೇಳಿ! ಎಂದು ಅಣ್ಣಾವ್ರು ಮುಗುಳ್ನಕ್ಕರು. ಮೈಸೂರಿನ ಚಿತ್ರೀಕರಣದ ದಿನಗಳ ನೆನಪು ಇನ್ನೂ ಹಸಿರಾಗಿದೆ.	[1140, 825, 1460, 852]
paragraph: ಬೆಂಗಳೂರು,ಏ.23–ಜಾಗತಿಕ ಮಟ್ಟದಲ್ಲಿ 6ನೇ ಅತಿ ದೊಡ್ಡ ಆಭರಣ ರೀಟೆಲರ್ ಕಂಪನಿಯಾಗಿರುವ ಮಲಬಾರ್ ಗೋಲ್ಡ್ & ಡೈಮಂಡ್ಸ್ ಬಾಲಿವುಡ್ ತಾರೆ ಅಲಿಯಾ ಭಟ್ ಅವರನ್ನು ನೂತನ ಬ್ರ್ಯಾಂಡ್ ಅಂಬಾಸಿಡರ್ ಆಗಿ ನೇಮಕ ಮಾಡಿಕೊಂಡಿದೆ.	[98, 774, 284, 839]
puttaswamy-body-b	[491, 2166, 676, 2329]
paragraph: ಮೈಸೂರು. ಏ.23– ನಾಚನಹಳ್ಳಿ ಫೀಡರ್‌ನಲ್ಲಿ ತುರ್ತು ಕಾರ್ಯ ನಿಮಿತ್ತ ಏ.24ರಂದು ನಾಚನಹಳ್ಳಿ ಪಾಳ್ಯ, ಕವಿತಾ ಬಡಾವಣೆ ಸುತ್ತಮುತ್ತಲ ಪ್ರದೇಶಗಳಲ್ಲಿ ವಿದ್ಯುತ್ ವ್ಯತ್ಯಯವಾಗಲಿದೆ.	[1283, 1537, 1470, 1590]
manikya-body-a	[502, 1236, 684, 1618]
paragraph: ಮೈಸೂರು, ಏ.23(ಎಸ್‌ಪಿಎನ್)– ಖಾಸಗಿ ದೃಶ್ಯ ಮಾಧ್ಯಮಗಳಲ್ಲಿ ಭ್ರಷ್ಟಾಚಾರ ಕುರಿತು ಸಾಕಷ್ಟು ಕಾರ್ಯಕ್ರಮಗಳು ಪ್ರಸಾರವಾಗುತ್ತವೆ. ಆದರೆ, ಸರ್ಕಾರದ ವಾಹಿನಿ ದೂರದರ್ಶನದಲ್ಲಿ ಭ್ರಷ್ಟಾಚಾರ ಕುರಿತು ಪ್ರಸಾರವಾಗಲು ಸಾಧ್ಯವಿಲ್ಲದಂತಹ ಪರಿಸ್ಥಿತಿ ಇದೆ ಎಂದು ಪ್ರೊ.ಡಿ.ಎಸ್. ಸದಾಶಿವಮೂರ್ತಿ ವಿಷಾದಿಸಿದರು.	[687, 2170, 875, 2262]
paragraph: ಬೆಂಗಳೂರು,ಏ.23–ಜಾಗತಿಕ ಮಟ್ಟದಲ್ಲಿ 6ನೇ ಅತಿ ದೊಡ್ಡ ಆಭರಣ ರೀಟೆಲರ್ ಕಂಪನಿಯಾಗಿರುವ ಮಲಬಾರ್ ಗೋಲ್ಡ್ & ಡೈಮಂಡ್ಸ್ ಬಾಲಿವುಡ್ ತಾರೆ ಅಲಿಯಾ ಭಟ್ ಅವರನ್ನು ನೂತನ ಬ್ರ್ಯಾಂಡ್ ಅಂಬಾಸಿಡರ್ ಆಗಿ ನೇಮಕ ಮಾಡಿಕೊಂಡಿದೆ.	[98, 666, 284, 732]
paragraph: ನಿಮ್ಮ ದೈವಾಗ ಬರುತ್ತಿದ್ದಾರೆ? ಅದಿಗೆ ಹೇಳ್ತೀರಾ? ಒಂದ್ದಲಾ ಹಾಗೇ ಹೇಳಿ! ಎಂದು ಅಣ್ಣಾವ್ರು ಮುಗುಳ್ನಕ್ಕರು. ಮೈಸೂರಿನ ಚಿತ್ರೀಕರಣದ ದಿನಗಳ ನೆನಪು ಇನ್ನೂ ಹಸಿರಾಗಿದೆ.	[1140, 798, 1460, 824]
paragraph: ನಿಮ್ಮ ದೈವಾಗ ಬರುತ್ತಿದ್ದಾರೆ? ಅದಿಗೆ ಹೇಳ್ತೀರಾ? ಒಂದ್ದಲಾ ಹಾಗೇ ಹೇಳಿ! ಎಂದು ಅಣ್ಣಾವ್ರು ಮುಗುಳ್ನಕ್ಕರು. ಮೈಸೂರಿನ ಚಿತ್ರೀಕರಣದ ದಿನಗಳ ನೆನಪು ಇನ್ನೂ ಹಸಿರಾಗಿದೆ.	[1140, 549, 1460, 575]
jds-body-a	[188, 989, 480, 1105]
paragraph: ಡಾ.ರಾಜ್ ಸಹಜ ಸ್ಥಿತಿಗೆ ಮರಳಿದರು. ‘ಯಾರ–ಯಾರದ್ದೋ ನಾವು ಲೆಕ್ಕ ಇಟ್ಟಿದ್ದೇವೆ’ ಎಂದು ಅವರು ನಕ್ಕರು. ಅಭಿಮಾನಿಗಳೇ ದೇವರು ಎಂಬ ಮಾತು ಅವರ ಬದುಕಿನ ಮಂತ್ರವಾಗಿತ್ತು.	[824, 683, 1133, 722]
masthead: ಮೈಸೂರು ಮಿತ್ರ	[873, 86, 996, 115]
malabar-headline-line-3: ನೂತನ	[139, 215, 209, 250]
doordarshan-headline-line-1: ಸರ್ಕಾರಿ ದೂರದರ್ಶನದಲ್ಲಿ ಭ್ರಷ್ಟಾಚಾರ	[756, 1637, 1401, 1700]
paragraph: ಬೆಂಗಳೂರು,ಏ.23–ಜಾಗತಿಕ ಮಟ್ಟದಲ್ಲಿ 6ನೇ ಅತಿ ದೊಡ್ಡ ಆಭರಣ ರೀಟೆಲರ್ ಕಂಪನಿಯಾಗಿರುವ ಮಲಬಾರ್ ಗೋಲ್ಡ್ & ಡೈಮಂಡ್ಸ್ ಬಾಲಿವುಡ್ ತಾರೆ ಅಲಿಯಾ ಭಟ್ ಅವರನ್ನು ನೂತನ ಬ್ರ್ಯಾಂಡ್ ಅಂಬಾಸಿಡರ್ ಆಗಿ ನೇಮಕ ಮಾಡಿಕೊಂಡಿದೆ.	[295, 451, 480, 516]
paragraph: ಬೀಳುತ್ತಿಲ್ಲ. ಹಿತ್ತಲಗಿಡ ಮದ್ದಲ್ಲ ಎನ್ನುವಂತೆ ನಮ್ಮವರನ್ನು ನಾವು ಗುರುತಿಸುತ್ತಿಲ್ಲ ಎಂದು ವಿಷಾದಿಸಿದರು.	[1084, 1318, 1269, 1357]
doordarshan-body-b	[884, 2036, 1071, 2331]
malaria-headline: ನಾಳೆ ವಿಶ್ವ ಮಲೇರಿಯಾ ದಿನ	[1283, 1126, 1460, 1148]
paragraph: ನಿಮ್ಮ ದೈವಾಗ ಬರುತ್ತಿದ್ದಾರೆ? ಅದಿಗೆ ಹೇಳ್ತೀರಾ? ಒಂದ್ದಲಾ ಹಾಗೇ ಹೇಳಿ! ಎಂದು ಅಣ್ಣಾವ್ರು ಮುಗುಳ್ನಕ್ಕರು. ಮೈಸೂರಿನ ಚಿತ್ರೀಕರಣದ ದಿನಗಳ ನೆನಪು ಇನ್ನೂ ಹಸಿರಾಗಿದೆ.	[1140, 715, 1460, 741]
paragraph: ಸನ್ನಿವೇಶ, ಹಾಡಿನ ಧಾಟಿಯನ್ನು ವಿವರಿಸಿದ ಸಂಗೀತ ನಿರ್ದೇಶಕರು ರಾಜ್ ಅವರನ್ನು ಹಾಡುವಂತೆ ಕೋರಿಕೊಂಡರು. ‘ಕೋರಿಯಲ್ಲಿ ಅಶ್ವಮೇಧ’ ಎಂದು ಧ್ವನಿಯಲ್ಲಿ ದೊರೆಯುವ ಆ ಗೀತೆ ಇಂದಿಗೂ ಜನಮನದಲ್ಲಿದೆ.	[511, 294, 817, 333]
paragraph: ನಿಮ್ಮ ದೈವಾಗ ಬರುತ್ತಿದ್ದಾರೆ? ಅದಿಗೆ ಹೇಳ್ತೀರಾ? ಒಂದ್ದಲಾ ಹಾಗೇ ಹೇಳಿ! ಎಂದು ಅಣ್ಣಾವ್ರು ಮುಗುಳ್ನಕ್ಕರು. ಮೈಸೂರಿನ ಚಿತ್ರೀಕರಣದ ದಿನಗಳ ನೆನಪು ಇನ್ನೂ ಹಸಿರಾಗಿದೆ.	[1140, 388, 1460, 414]
paragraph: ದಕ್ಷಿಣ ಆಫ್ರಿಕಾ, ಈಜಿಪ್ಟ್, ಬಾಂಗ್ಲಾದೇಶ, ಟರ್ಕಿ ಮತ್ತು ನ್ಯೂಜಿಲೆಂಡ್ ದೇಶಗಳಲ್ಲಿ ಹೊಸ ಮಾರುಕಟ್ಟೆಗಳನ್ನು ಪ್ರವೇಶಿಸುವತ್ತ ಗಮನ ಹರಿಸಿದೆ.	[98, 733, 284, 772]
author-phone: ಮೊ : 94490–10009	[952, 587, 1103, 604]
audience-photo	[689, 1811, 1073, 2029]
paragraph: ನಿಮ್ಮ ದೈವಾಗ ಬರುತ್ತಿದ್ದಾರೆ? ಅದಿಗೆ ಹೇಳ್ತೀರಾ? ಒಂದ್ದಲಾ ಹಾಗೇ ಹೇಳಿ! ಎಂದು ಅಣ್ಣಾವ್ರು ಮುಗುಳ್ನಕ್ಕರು. ಮೈಸೂರಿನ ಚಿತ್ರೀಕರಣದ ದಿನಗಳ ನೆನಪು ಇನ್ನೂ ಹಸಿರಾಗಿದೆ.	[1140, 360, 1460, 386]
paragraph: ಡಾ.ರಾಜ್ ಸಹಜ ಸ್ಥಿತಿಗೆ ಮರಳಿದರು. ‘ಯಾರ–ಯಾರದ್ದೋ ನಾವು ಲೆಕ್ಕ ಇಟ್ಟಿದ್ದೇವೆ’ ಎಂದು ಅವರು ನಕ್ಕರು. ಅಭಿಮಾನಿಗಳೇ ದೇವರು ಎಂಬ ಮಾತು ಅವರ ಬದುಕಿನ ಮಂತ್ರವಾಗಿತ್ತು.	[824, 1003, 1133, 1042]
paragraph: ಸನ್ನಿವೇಶ, ಹಾಡಿನ ಧಾಟಿಯನ್ನು ವಿವರಿಸಿದ ಸಂಗೀತ ನಿರ್ದೇಶಕರು ರಾಜ್ ಅವರನ್ನು ಹಾಡುವಂತೆ ಕೋರಿಕೊಂಡರು. ‘ಕೋರಿಯಲ್ಲಿ ಅಶ್ವಮೇಧ’ ಎಂದು ಧ್ವನಿಯಲ್ಲಿ ದೊರೆಯುವ ಆ ಗೀತೆ ಇಂದಿಗೂ ಜನಮನದಲ್ಲಿದೆ.	[511, 841, 817, 880]
paragraph: ಬೆಂಗಳೂರು,ಏ.23–ಜಾಗತಿಕ ಮಟ್ಟದಲ್ಲಿ 6ನೇ ಅತಿ ದೊಡ್ಡ ಆಭರಣ ರೀಟೆಲರ್ ಕಂಪನಿಯಾಗಿರುವ ಮಲಬಾರ್ ಗೋಲ್ಡ್ & ಡೈಮಂಡ್ಸ್ ಬಾಲಿವುಡ್ ತಾರೆ ಅಲಿಯಾ ಭಟ್ ಅವರನ್ನು ನೂತನ ಬ್ರ್ಯಾಂಡ್ ಅಂಬಾಸಿಡರ್ ಆಗಿ ನೇಮಕ ಮಾಡಿಕೊಂಡಿದೆ.	[98, 451, 284, 516]
